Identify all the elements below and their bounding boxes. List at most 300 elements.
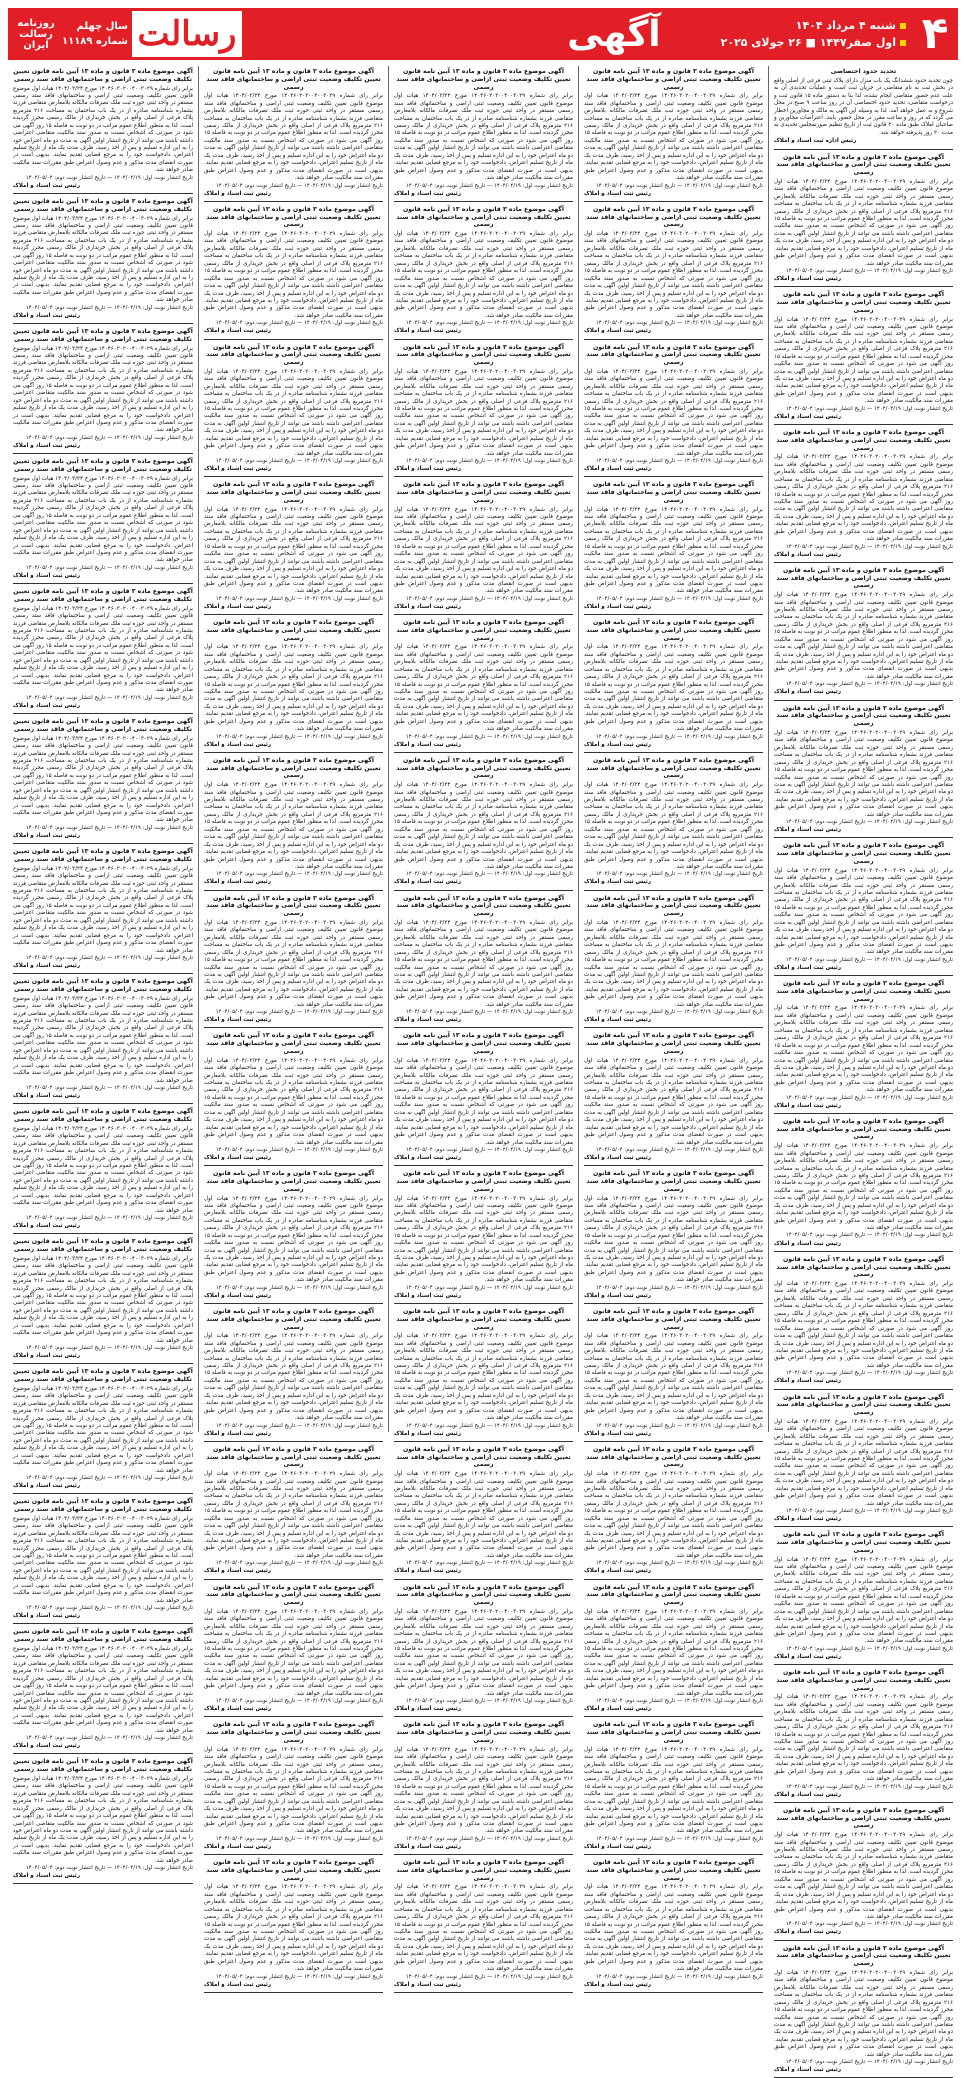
ad-title: آگهی موضوع ماده ۳ قانون و ماده ۱۳ آیین نامه قانون تعیین تکلیف وضعیت ثبتی اراضی و ساختمانهای فاقد سند رسمی <box>206 1721 381 1744</box>
ad-column <box>578 66 768 1988</box>
ad-dates: تاریخ انتشار نوبت اول: ۱۴۰۴/۰۴/۱۹ — تاریخ انتشار نوبت دوم: ۱۴۰۴/۰۵/۰۴ <box>215 595 383 602</box>
ad-block <box>774 429 953 563</box>
ad-dates: تاریخ انتشار نوبت اول: ۱۴۰۴/۰۴/۱۹ — تاریخ انتشار نوبت دوم: ۱۴۰۴/۰۵/۰۴ <box>405 595 573 602</box>
ad-dates: تاریخ انتشار نوبت اول: ۱۴۰۴/۰۴/۱۹ — تاریخ انتشار نوبت دوم: ۱۴۰۴/۰۵/۰۴ <box>25 1865 193 1872</box>
ad-body: برابر رای شماره ۱۴۰۴۶۰۳۰۲۰۰۴۰۰۳۰۲۹ مورخ ۱۴۰۴/۰۳/۲۴ هیات اول موضوع قانون تعیین تکلیف وضعیت ثبتی اراضی و ساختمانهای فاقد سند رسمی مستقر در واحد ثبتی حوزه ثبت ملک تصرفات مالکانه بلامعارض متقاضی فرزند بشماره شناسنامه صادره از در یک باب ساختمان به مساحت ۲۱۶ مترمربع پلاک فرعی از اصلی واقع در بخش خریداری از مالک رسمی محرز گردیده است. لذا به منظور اطلاع عموم مراتب در دو نوبت به فاصله ۱۵ روز آگهی می شود در صورتی که اشخاص نسبت به صدور سند مالکیت متقاضی اعتراضی داشته باشند می توانند از تاریخ انتشار اولین آگهی به مدت دو ماه اعتراض خود را به این اداره تسلیم و پس از اخذ رسید، ظرف مدت یک ماه از تاریخ تسلیم اعتراض، دادخواست خود را به مرجع قضایی تقدیم نمایند. بدیهی است در صورت انقضای مدت مذکور و عدم وصول اعتراض طبق مقررات سند مالکیت صادر خواهد شد. <box>584 231 763 319</box>
ad-block <box>204 1032 383 1166</box>
ad-body: برابر رای شماره ۱۴۰۴۶۰۳۰۲۰۰۴۰۰۳۰۲۹ مورخ ۱۴۰۴/۰۳/۲۴ هیات اول موضوع قانون تعیین تکلیف وضعیت ثبتی اراضی و ساختمانهای فاقد سند رسمی مستقر در واحد ثبتی حوزه ثبت ملک تصرفات مالکانه بلامعارض متقاضی فرزند بشماره شناسنامه صادره از در یک باب ساختمان به مساحت ۲۱۶ مترمربع پلاک فرعی از اصلی واقع در بخش خریداری از مالک رسمی محرز گردیده است. لذا به منظور اطلاع عموم مراتب در دو نوبت به فاصله ۱۵ روز آگهی می شود در صورتی که اشخاص نسبت به صدور سند مالکیت متقاضی اعتراضی داشته باشند می توانند از تاریخ انتشار اولین آگهی به مدت دو ماه اعتراض خود را به این اداره تسلیم و پس از اخذ رسید، ظرف مدت یک ماه از تاریخ تسلیم اعتراض، دادخواست خود را به مرجع قضایی تقدیم نمایند. بدیهی است در صورت انقضای مدت مذکور و عدم وصول اعتراض طبق مقررات سند مالکیت صادر خواهد شد. <box>394 93 573 182</box>
ads-columns <box>8 66 958 2074</box>
ad-dates: تاریخ انتشار نوبت اول: ۱۴۰۴/۰۴/۱۹ — تاریخ انتشار نوبت دوم: ۱۴۰۴/۰۵/۰۴ <box>785 2059 953 2066</box>
ad-title: آگهی موضوع ماده ۳ قانون و ماده ۱۳ آیین نامه قانون تعیین تکلیف وضعیت ثبتی اراضی و ساختمانهای فاقد سند رسمی <box>776 291 951 314</box>
ad-column <box>198 66 388 1988</box>
ad-dates: تاریخ انتشار نوبت اول: ۱۴۰۴/۰۴/۱۹ — تاریخ انتشار نوبت دوم: ۱۴۰۴/۰۵/۰۴ <box>785 1094 953 1101</box>
ad-signature: رئیس ثبت اسناد و املاک <box>584 328 652 335</box>
ad-heading: تحدید حدود اختصاصی <box>830 68 897 75</box>
ad-dates: تاریخ انتشار نوبت اول: ۱۴۰۴/۰۴/۱۹ — تاریخ انتشار نوبت دوم: ۱۴۰۴/۰۵/۰۴ <box>405 1560 573 1567</box>
ad-dates: تاریخ انتشار نوبت اول: ۱۴۰۴/۰۴/۱۹ — تاریخ انتشار نوبت دوم: ۱۴۰۴/۰۵/۰۴ <box>595 320 763 327</box>
ad-dates: تاریخ انتشار نوبت اول: ۱۴۰۴/۰۴/۱۹ — تاریخ انتشار نوبت دوم: ۱۴۰۴/۰۵/۰۴ <box>595 1835 763 1842</box>
ad-block <box>204 68 383 202</box>
ad-signature: رئیس ثبت اسناد و املاک <box>584 1843 652 1850</box>
ad-title: آگهی موضوع ماده ۳ قانون و ماده ۱۳ آیین نامه قانون تعیین تکلیف وضعیت ثبتی اراضی و ساختمانهای فاقد سند رسمی <box>586 756 761 780</box>
ad-title: آگهی موضوع ماده ۳ قانون و ماده ۱۳ آیین نامه قانون تعیین تکلیف وضعیت ثبتی اراضی و ساختمانهای فاقد سند رسمی <box>206 1859 381 1882</box>
ad-signature: رئیس ثبت اسناد و املاک <box>13 702 81 709</box>
ad-dates: تاریخ انتشار نوبت اول: ۱۴۰۴/۰۴/۱۹ — تاریخ انتشار نوبت دوم: ۱۴۰۴/۰۵/۰۴ <box>215 1284 383 1291</box>
edition-year: سال چهلم <box>76 21 128 32</box>
ad-block <box>204 206 383 340</box>
ad-signature: رئیس ثبت اسناد و املاک <box>394 1154 462 1161</box>
ad-block <box>394 1859 573 1993</box>
ad-dates: تاریخ انتشار نوبت اول: ۱۴۰۴/۰۴/۱۹ — تاریخ انتشار نوبت دوم: ۱۴۰۴/۰۵/۰۴ <box>595 1009 763 1016</box>
section-title: آگهی <box>567 13 661 55</box>
ad-title: آگهی موضوع ماده ۳ قانون و ماده ۱۳ آیین نامه قانون تعیین تکلیف وضعیت ثبتی اراضی و ساختمانهای فاقد سند رسمی <box>776 1531 951 1554</box>
ad-title: آگهی موضوع ماده ۳ قانون و ماده ۱۳ آیین نامه قانون تعیین تکلیف وضعیت ثبتی اراضی و ساختمانهای فاقد سند رسمی <box>776 1806 951 1830</box>
ad-dates: تاریخ انتشار نوبت اول: ۱۴۰۴/۰۴/۱۹ — تاریخ انتشار نوبت دوم: ۱۴۰۴/۰۵/۰۴ <box>25 304 193 311</box>
ad-body: برابر رای شماره ۱۴۰۴۶۰۳۰۲۰۰۴۰۰۳۰۲۹ مورخ ۱۴۰۴/۰۳/۲۴ هیات اول موضوع قانون تعیین تکلیف وضعیت ثبتی اراضی و ساختمانهای فاقد سند رسمی مستقر در واحد ثبتی حوزه ثبت ملک تصرفات مالکانه بلامعارض متقاضی فرزند بشماره شناسنامه صادره از در یک باب ساختمان به مساحت ۲۱۶ مترمربع پلاک فرعی از اصلی واقع در بخش خریداری از مالک رسمی محرز گردیده است. لذا به منظور اطلاع عموم مراتب در دو نوبت به فاصله ۱۵ روز آگهی می شود در صورتی که اشخاص نسبت به صدور سند مالکیت متقاضی اعتراضی داشته باشند می توانند از تاریخ انتشار اولین آگهی به مدت دو ماه اعتراض خود را به این اداره تسلیم و پس از اخذ رسید، ظرف مدت یک ماه از تاریخ تسلیم اعتراض، دادخواست خود را به مرجع قضایی تقدیم نمایند. بدیهی است در صورت انقضای مدت مذکور و عدم وصول اعتراض طبق مقررات سند مالکیت صادر خواهد شد. <box>204 644 383 733</box>
ad-dates: تاریخ انتشار نوبت اول: ۱۴۰۴/۰۴/۱۹ — تاریخ انتشار نوبت دوم: ۱۴۰۴/۰۵/۰۴ <box>215 1698 383 1705</box>
ad-title: آگهی موضوع ماده ۳ قانون و ماده ۱۳ آیین نامه قانون تعیین تکلیف وضعیت ثبتی اراضی و ساختمانهای فاقد سند رسمی <box>13 328 193 343</box>
ad-body: برابر رای شماره ۱۴۰۴۶۰۳۰۲۰۰۴۰۰۳۰۲۹ مورخ ۱۴۰۴/۰۳/۲۴ هیات اول موضوع قانون تعیین تکلیف وضعیت ثبتی اراضی و ساختمانهای فاقد سند رسمی مستقر در واحد ثبتی حوزه ثبت ملک تصرفات مالکانه بلامعارض متقاضی فرزند بشماره شناسنامه صادره از در یک باب ساختمان به مساحت ۲۱۶ مترمربع پلاک فرعی از اصلی واقع در بخش خریداری از مالک رسمی محرز گردیده است. لذا به منظور اطلاع عموم مراتب در دو نوبت به فاصله ۱۵ روز آگهی می شود در صورتی که اشخاص نسبت به صدور سند مالکیت متقاضی اعتراضی داشته باشند می توانند از تاریخ انتشار اولین آگهی به مدت دو ماه اعتراض خود را به این اداره تسلیم و پس از اخذ رسید، ظرف مدت یک ماه از تاریخ تسلیم اعتراض، دادخواست خود را به مرجع قضایی تقدیم نمایند. بدیهی است در صورت انقضای مدت مذکور و عدم وصول اعتراض طبق مقررات سند مالکیت صادر خواهد شد. <box>774 1832 953 1920</box>
ad-block <box>584 1584 763 1718</box>
ad-signature: رئیس ثبت اسناد و املاک <box>584 1154 652 1161</box>
ad-body: برابر رای شماره ۱۴۰۴۶۰۳۰۲۰۰۴۰۰۳۰۲۹ مورخ ۱۴۰۴/۰۳/۲۴ هیات اول موضوع قانون تعیین تکلیف وضعیت ثبتی اراضی و ساختمانهای فاقد سند رسمی مستقر در واحد ثبتی حوزه ثبت ملک تصرفات مالکانه بلامعارض متقاضی فرزند بشماره شناسنامه صادره از در یک باب ساختمان به مساحت ۲۱۶ مترمربع پلاک فرعی از اصلی واقع در بخش خریداری از مالک رسمی محرز گردیده است. لذا به منظور اطلاع عموم مراتب در دو نوبت به فاصله ۱۵ روز آگهی می شود در صورتی که اشخاص نسبت به صدور سند مالکیت متقاضی اعتراضی داشته باشند می توانند از تاریخ انتشار اولین آگهی به مدت دو ماه اعتراض خود را به این اداره تسلیم و پس از اخذ رسید، ظرف مدت یک ماه از تاریخ تسلیم اعتراض، دادخواست خود را به مرجع قضایی تقدیم نمایند. بدیهی است در صورت انقضای مدت مذکور و عدم وصول اعتراض طبق مقررات سند مالکیت صادر خواهد شد. <box>394 506 573 595</box>
ad-dates: تاریخ انتشار نوبت اول: ۱۴۰۴/۰۴/۱۹ — تاریخ انتشار نوبت دوم: ۱۴۰۴/۰۵/۰۴ <box>405 182 573 189</box>
ad-body: برابر رای شماره ۱۴۰۴۶۰۳۰۲۰۰۴۰۰۳۰۲۹ مورخ ۱۴۰۴/۰۳/۲۴ هیات اول موضوع قانون تعیین تکلیف وضعیت ثبتی اراضی و ساختمانهای فاقد سند رسمی مستقر در واحد ثبتی حوزه ثبت ملک تصرفات مالکانه بلامعارض متقاضی فرزند بشماره شناسنامه صادره از در یک باب ساختمان به مساحت ۲۱۶ مترمربع پلاک فرعی از اصلی واقع در بخش خریداری از مالک رسمی محرز گردیده است. لذا به منظور اطلاع عموم مراتب در دو نوبت به فاصله ۱۵ روز آگهی می شود در صورتی که اشخاص نسبت به صدور سند مالکیت متقاضی اعتراضی داشته باشند می توانند از تاریخ انتشار اولین آگهی به مدت دو ماه اعتراض خود را به این اداره تسلیم و پس از اخذ رسید، ظرف مدت یک ماه از تاریخ تسلیم اعتراض، دادخواست خود را به مرجع قضایی تقدیم نمایند. بدیهی است در صورت انقضای مدت مذکور و عدم وصول اعتراض طبق مقررات سند مالکیت صادر خواهد شد. <box>204 1333 383 1422</box>
ad-signature: رئیس ثبت اسناد و املاک <box>584 1568 652 1575</box>
ad-body: برابر رای شماره ۱۴۰۴۶۰۳۰۲۰۰۴۰۰۳۰۲۹ مورخ ۱۴۰۴/۰۳/۲۴ هیات اول موضوع قانون تعیین تکلیف وضعیت ثبتی اراضی و ساختمانهای فاقد سند رسمی مستقر در واحد ثبتی حوزه ثبت ملک تصرفات مالکانه بلامعارض متقاضی فرزند بشماره شناسنامه صادره از در یک باب ساختمان به مساحت ۲۱۶ مترمربع پلاک فرعی از اصلی واقع در بخش خریداری از مالک رسمی محرز گردیده است. لذا به منظور اطلاع عموم مراتب در دو نوبت به فاصله ۱۵ روز آگهی می شود در صورتی که اشخاص نسبت به صدور سند مالکیت متقاضی اعتراضی داشته باشند می توانند از تاریخ انتشار اولین آگهی به مدت دو ماه اعتراض خود را به این اداره تسلیم و پس از اخذ رسید، ظرف مدت یک ماه از تاریخ تسلیم اعتراض، دادخواست خود را به مرجع قضایی تقدیم نمایند. بدیهی است در صورت انقضای مدت مذکور و عدم وصول اعتراض طبق مقررات سند مالکیت صادر خواهد شد. <box>584 1608 763 1697</box>
ad-title: آگهی موضوع ماده ۳ قانون و ماده ۱۳ آیین نامه قانون تعیین تکلیف وضعیت ثبتی اراضی و ساختمانهای فاقد سند رسمی <box>206 1583 381 1607</box>
ad-block <box>394 1032 573 1166</box>
ad-signature: رئیس ثبت اسناد و املاک <box>204 741 272 748</box>
ad-title: آگهی موضوع ماده ۳ قانون و ماده ۱۳ آیین نامه قانون تعیین تکلیف وضعیت ثبتی اراضی و ساختمانهای فاقد سند رسمی <box>586 343 761 367</box>
ad-title: آگهی موضوع ماده ۳ قانون و ماده ۱۳ آیین نامه قانون تعیین تکلیف وضعیت ثبتی اراضی و ساختمانهای فاقد سند رسمی <box>776 1255 951 1279</box>
ad-block <box>584 1308 763 1442</box>
ad-title: آگهی موضوع ماده ۳ قانون و ماده ۱۳ آیین نامه قانون تعیین تکلیف وضعیت ثبتی اراضی و ساختمانهای فاقد سند رسمی <box>206 481 381 504</box>
ad-block <box>394 757 573 891</box>
ad-body: برابر رای شماره ۱۴۰۴۶۰۳۰۲۰۰۴۰۰۳۰۲۹ مورخ ۱۴۰۴/۰۳/۲۴ هیات اول موضوع قانون تعیین تکلیف وضعیت ثبتی اراضی و ساختمانهای فاقد سند رسمی مستقر در واحد ثبتی حوزه ثبت ملک تصرفات مالکانه بلامعارض متقاضی فرزند بشماره شناسنامه صادره از در یک باب ساختمان به مساحت ۲۱۶ مترمربع پلاک فرعی از اصلی واقع در بخش خریداری از مالک رسمی محرز گردیده است. لذا به منظور اطلاع عموم مراتب در دو نوبت به فاصله ۱۵ روز آگهی می شود در صورتی که اشخاص نسبت به صدور سند مالکیت متقاضی اعتراضی داشته باشند می توانند از تاریخ انتشار اولین آگهی به مدت دو ماه اعتراض خود را به این اداره تسلیم و پس از اخذ رسید، ظرف مدت یک ماه از تاریخ تسلیم اعتراض، دادخواست خود را به مرجع قضایی تقدیم نمایند. بدیهی است در صورت انقضای مدت مذکور و عدم وصول اعتراض طبق مقررات سند مالکیت صادر خواهد شد. <box>774 1556 953 1645</box>
ad-body: برابر رای شماره ۱۴۰۴۶۰۳۰۲۰۰۴۰۰۳۰۲۹ مورخ ۱۴۰۴/۰۳/۲۴ هیات اول موضوع قانون تعیین تکلیف وضعیت ثبتی اراضی و ساختمانهای فاقد سند رسمی مستقر در واحد ثبتی حوزه ثبت ملک تصرفات مالکانه بلامعارض متقاضی فرزند بشماره شناسنامه صادره از در یک باب ساختمان به مساحت ۲۱۶ مترمربع پلاک فرعی از اصلی واقع در بخش خریداری از مالک رسمی محرز گردیده است. لذا به منظور اطلاع عموم مراتب در دو نوبت به فاصله ۱۵ روز آگهی می شود در صورتی که اشخاص نسبت به صدور سند مالکیت متقاضی اعتراضی داشته باشند می توانند از تاریخ انتشار اولین آگهی به مدت دو ماه اعتراض خود را به این اداره تسلیم و پس از اخذ رسید، ظرف مدت یک ماه از تاریخ تسلیم اعتراض، دادخواست خود را به مرجع قضایی تقدیم نمایند. بدیهی است در صورت انقضای مدت مذکور و عدم وصول اعتراض طبق مقررات سند مالکیت صادر خواهد شد. <box>584 506 763 595</box>
ad-title: آگهی موضوع ماده ۳ قانون و ماده ۱۳ آیین نامه قانون تعیین تکلیف وضعیت ثبتی اراضی و ساختمانهای فاقد سند رسمی <box>396 1445 571 1469</box>
ad-body: برابر رای شماره ۱۴۰۴۶۰۳۰۲۰۰۴۰۰۳۰۲۹ مورخ ۱۴۰۴/۰۳/۲۴ هیات اول موضوع قانون تعیین تکلیف وضعیت ثبتی اراضی و ساختمانهای فاقد سند رسمی مستقر در واحد ثبتی حوزه ثبت ملک تصرفات مالکانه بلامعارض متقاضی فرزند بشماره شناسنامه صادره از در یک باب ساختمان به مساحت ۲۱۶ مترمربع پلاک فرعی از اصلی واقع در بخش خریداری از مالک رسمی محرز گردیده است. لذا به منظور اطلاع عموم مراتب در دو نوبت به فاصله ۱۵ روز آگهی می شود در صورتی که اشخاص نسبت به صدور سند مالکیت متقاضی اعتراضی داشته باشند می توانند از تاریخ انتشار اولین آگهی به مدت دو ماه اعتراض خود را به این اداره تسلیم و پس از اخذ رسید، ظرف مدت یک ماه از تاریخ تسلیم اعتراض، دادخواست خود را به مرجع قضایی تقدیم نمایند. بدیهی است در صورت انقضای مدت مذکور و عدم وصول اعتراض طبق مقررات سند مالکیت صادر خواهد شد. <box>13 1515 193 1604</box>
ad-dates: تاریخ انتشار نوبت اول: ۱۴۰۴/۰۴/۱۹ — تاریخ انتشار نوبت دوم: ۱۴۰۴/۰۵/۰۴ <box>785 268 953 275</box>
ad-title: آگهی موضوع ماده ۳ قانون و ماده ۱۳ آیین نامه قانون تعیین تکلیف وضعیت ثبتی اراضی و ساختمانهای فاقد سند رسمی <box>396 68 571 91</box>
ad-body: برابر رای شماره ۱۴۰۴۶۰۳۰۲۰۰۴۰۰۳۰۲۹ مورخ ۱۴۰۴/۰۳/۲۴ هیات اول موضوع قانون تعیین تکلیف وضعیت ثبتی اراضی و ساختمانهای فاقد سند رسمی مستقر در واحد ثبتی حوزه ثبت ملک تصرفات مالکانه بلامعارض متقاضی فرزند بشماره شناسنامه صادره از در یک باب ساختمان به مساحت ۲۱۶ مترمربع پلاک فرعی از اصلی واقع در بخش خریداری از مالک رسمی محرز گردیده است. لذا به منظور اطلاع عموم مراتب در دو نوبت به فاصله ۱۵ روز آگهی می شود در صورتی که اشخاص نسبت به صدور سند مالکیت متقاضی اعتراضی داشته باشند می توانند از تاریخ انتشار اولین آگهی به مدت دو ماه اعتراض خود را به این اداره تسلیم و پس از اخذ رسید، ظرف مدت یک ماه از تاریخ تسلیم اعتراض، دادخواست خود را به مرجع قضایی تقدیم نمایند. بدیهی است در صورت انقضای مدت مذکور و عدم وصول اعتراض طبق مقررات سند مالکیت صادر خواهد شد. <box>204 231 383 319</box>
ad-block <box>204 344 383 478</box>
ad-body: برابر رای شماره ۱۴۰۴۶۰۳۰۲۰۰۴۰۰۳۰۲۹ مورخ ۱۴۰۴/۰۳/۲۴ هیات اول موضوع قانون تعیین تکلیف وضعیت ثبتی اراضی و ساختمانهای فاقد سند رسمی مستقر در واحد ثبتی حوزه ثبت ملک تصرفات مالکانه بلامعارض متقاضی فرزند بشماره شناسنامه صادره از در یک باب ساختمان به مساحت ۲۱۶ مترمربع پلاک فرعی از اصلی واقع در بخش خریداری از مالک رسمی محرز گردیده است. لذا به منظور اطلاع عموم مراتب در دو نوبت به فاصله ۱۵ روز آگهی می شود در صورتی که اشخاص نسبت به صدور سند مالکیت متقاضی اعتراضی داشته باشند می توانند از تاریخ انتشار اولین آگهی به مدت دو ماه اعتراض خود را به این اداره تسلیم و پس از اخذ رسید، ظرف مدت یک ماه از تاریخ تسلیم اعتراض، دادخواست خود را به مرجع قضایی تقدیم نمایند. بدیهی است در صورت انقضای مدت مذکور و عدم وصول اعتراض طبق مقررات سند مالکیت صادر خواهد شد. <box>394 368 573 457</box>
ad-block <box>204 1170 383 1304</box>
ad-title: آگهی موضوع ماده ۳ قانون و ماده ۱۳ آیین نامه قانون تعیین تکلیف وضعیت ثبتی اراضی و ساختمانهای فاقد سند رسمی <box>396 481 571 504</box>
ad-dates: تاریخ انتشار نوبت اول: ۱۴۰۴/۰۴/۱۹ — تاریخ انتشار نوبت دوم: ۱۴۰۴/۰۵/۰۴ <box>25 954 193 961</box>
ad-signature: رئیس ثبت اسناد و املاک <box>204 879 272 886</box>
ad-dates: تاریخ انتشار نوبت اول: ۱۴۰۴/۰۴/۱۹ — تاریخ انتشار نوبت دوم: ۱۴۰۴/۰۵/۰۴ <box>595 871 763 878</box>
ad-dates: تاریخ انتشار نوبت اول: ۱۴۰۴/۰۴/۱۹ — تاریخ انتشار نوبت دوم: ۱۴۰۴/۰۵/۰۴ <box>785 956 953 963</box>
ad-block <box>394 481 573 615</box>
ad-dates: تاریخ انتشار نوبت اول: ۱۴۰۴/۰۴/۱۹ — تاریخ انتشار نوبت دوم: ۱۴۰۴/۰۵/۰۴ <box>215 1422 383 1429</box>
ad-signature: رئیس ثبت اسناد و املاک <box>13 832 81 839</box>
ad-block <box>13 1238 193 1364</box>
ad-signature: رئیس ثبت اسناد و املاک <box>204 1568 272 1575</box>
ad-title: آگهی موضوع ماده ۳ قانون و ماده ۱۳ آیین نامه قانون تعیین تکلیف وضعیت ثبتی اراضی و ساختمانهای فاقد سند رسمی <box>396 894 571 918</box>
ad-signature: رئیس ثبت اسناد و املاک <box>394 190 462 197</box>
ad-block <box>774 291 953 425</box>
ad-dates: تاریخ انتشار نوبت اول: ۱۴۰۴/۰۴/۱۹ — تاریخ انتشار نوبت دوم: ۱۴۰۴/۰۵/۰۴ <box>785 1370 953 1377</box>
ad-body: برابر رای شماره ۱۴۰۴۶۰۳۰۲۰۰۴۰۰۳۰۲۹ مورخ ۱۴۰۴/۰۳/۲۴ هیات اول موضوع قانون تعیین تکلیف وضعیت ثبتی اراضی و ساختمانهای فاقد سند رسمی مستقر در واحد ثبتی حوزه ثبت ملک تصرفات مالکانه بلامعارض متقاضی فرزند بشماره شناسنامه صادره از در یک باب ساختمان به مساحت ۲۱۶ مترمربع پلاک فرعی از اصلی واقع در بخش خریداری از مالک رسمی محرز گردیده است. لذا به منظور اطلاع عموم مراتب در دو نوبت به فاصله ۱۵ روز آگهی می شود در صورتی که اشخاص نسبت به صدور سند مالکیت متقاضی اعتراضی داشته باشند می توانند از تاریخ انتشار اولین آگهی به مدت دو ماه اعتراض خود را به این اداره تسلیم و پس از اخذ رسید، ظرف مدت یک ماه از تاریخ تسلیم اعتراض، دادخواست خود را به مرجع قضایی تقدیم نمایند. بدیهی است در صورت انقضای مدت مذکور و عدم وصول اعتراض طبق مقررات سند مالکیت صادر خواهد شد. <box>774 729 953 818</box>
ad-block <box>204 1584 383 1718</box>
ad-body: برابر رای شماره ۱۴۰۴۶۰۳۰۲۰۰۴۰۰۳۰۲۹ مورخ ۱۴۰۴/۰۳/۲۴ هیات اول موضوع قانون تعیین تکلیف وضعیت ثبتی اراضی و ساختمانهای فاقد سند رسمی مستقر در واحد ثبتی حوزه ثبت ملک تصرفات مالکانه بلامعارض متقاضی فرزند بشماره شناسنامه صادره از در یک باب ساختمان به مساحت ۲۱۶ مترمربع پلاک فرعی از اصلی واقع در بخش خریداری از مالک رسمی محرز گردیده است. لذا به منظور اطلاع عموم مراتب در دو نوبت به فاصله ۱۵ روز آگهی می شود در صورتی که اشخاص نسبت به صدور سند مالکیت متقاضی اعتراضی داشته باشند می توانند از تاریخ انتشار اولین آگهی به مدت دو ماه اعتراض خود را به این اداره تسلیم و پس از اخذ رسید، ظرف مدت یک ماه از تاریخ تسلیم اعتراض، دادخواست خود را به مرجع قضایی تقدیم نمایند. بدیهی است در صورت انقضای مدت مذکور و عدم وصول اعتراض طبق مقررات سند مالکیت صادر خواهد شد. <box>584 1884 763 1973</box>
ad-dates: تاریخ انتشار نوبت اول: ۱۴۰۴/۰۴/۱۹ — تاریخ انتشار نوبت دوم: ۱۴۰۴/۰۵/۰۴ <box>25 1084 193 1091</box>
ad-body: برابر رای شماره ۱۴۰۴۶۰۳۰۲۰۰۴۰۰۳۰۲۹ مورخ ۱۴۰۴/۰۳/۲۴ هیات اول موضوع قانون تعیین تکلیف وضعیت ثبتی اراضی و ساختمانهای فاقد سند رسمی مستقر در واحد ثبتی حوزه ثبت ملک تصرفات مالکانه بلامعارض متقاضی فرزند بشماره شناسنامه صادره از در یک باب ساختمان به مساحت ۲۱۶ مترمربع پلاک فرعی از اصلی واقع در بخش خریداری از مالک رسمی محرز گردیده است. لذا به منظور اطلاع عموم مراتب در دو نوبت به فاصله ۱۵ روز آگهی می شود در صورتی که اشخاص نسبت به صدور سند مالکیت متقاضی اعتراضی داشته باشند می توانند از تاریخ انتشار اولین آگهی به مدت دو ماه اعتراض خود را به این اداره تسلیم و پس از اخذ رسید، ظرف مدت یک ماه از تاریخ تسلیم اعتراض، دادخواست خود را به مرجع قضایی تقدیم نمایند. بدیهی است در صورت انقضای مدت مذکور و عدم وصول اعتراض طبق مقررات سند مالکیت صادر خواهد شد. <box>204 93 383 182</box>
ad-dates: تاریخ انتشار نوبت اول: ۱۴۰۴/۰۴/۱۹ — تاریخ انتشار نوبت دوم: ۱۴۰۴/۰۵/۰۴ <box>405 733 573 740</box>
ad-body: برابر رای شماره ۱۴۰۴۶۰۳۰۲۰۰۴۰۰۳۰۲۹ مورخ ۱۴۰۴/۰۳/۲۴ هیات اول موضوع قانون تعیین تکلیف وضعیت ثبتی اراضی و ساختمانهای فاقد سند رسمی مستقر در واحد ثبتی حوزه ثبت ملک تصرفات مالکانه بلامعارض متقاضی فرزند بشماره شناسنامه صادره از در یک باب ساختمان به مساحت ۲۱۶ مترمربع پلاک فرعی از اصلی واقع در بخش خریداری از مالک رسمی محرز گردیده است. لذا به منظور اطلاع عموم مراتب در دو نوبت به فاصله ۱۵ روز آگهی می شود در صورتی که اشخاص نسبت به صدور سند مالکیت متقاضی اعتراضی داشته باشند می توانند از تاریخ انتشار اولین آگهی به مدت دو ماه اعتراض خود را به این اداره تسلیم و پس از اخذ رسید، ظرف مدت یک ماه از تاریخ تسلیم اعتراض، دادخواست خود را به مرجع قضایی تقدیم نمایند. بدیهی است در صورت انقضای مدت مذکور و عدم وصول اعتراض طبق مقررات سند مالکیت صادر خواهد شد. <box>584 644 763 733</box>
ad-block <box>584 206 763 340</box>
ad-signature: رئیس ثبت اسناد و املاک <box>204 603 272 610</box>
ad-title: آگهی موضوع ماده ۳ قانون و ماده ۱۳ آیین نامه قانون تعیین تکلیف وضعیت ثبتی اراضی و ساختمانهای فاقد سند رسمی <box>13 848 193 863</box>
newspaper-logo: رسالت <box>137 14 237 54</box>
ad-body: برابر رای شماره ۱۴۰۴۶۰۳۰۲۰۰۴۰۰۳۰۲۹ مورخ ۱۴۰۴/۰۳/۲۴ هیات اول موضوع قانون تعیین تکلیف وضعیت ثبتی اراضی و ساختمانهای فاقد سند رسمی مستقر در واحد ثبتی حوزه ثبت ملک تصرفات مالکانه بلامعارض متقاضی فرزند بشماره شناسنامه صادره از در یک باب ساختمان به مساحت ۲۱۶ مترمربع پلاک فرعی از اصلی واقع در بخش خریداری از مالک رسمی محرز گردیده است. لذا به منظور اطلاع عموم مراتب در دو نوبت به فاصله ۱۵ روز آگهی می شود در صورتی که اشخاص نسبت به صدور سند مالکیت متقاضی اعتراضی داشته باشند می توانند از تاریخ انتشار اولین آگهی به مدت دو ماه اعتراض خود را به این اداره تسلیم و پس از اخذ رسید، ظرف مدت یک ماه از تاریخ تسلیم اعتراض، دادخواست خود را به مرجع قضایی تقدیم نمایند. بدیهی است در صورت انقضای مدت مذکور و عدم وصول اعتراض طبق مقررات سند مالکیت صادر خواهد شد. <box>204 1608 383 1697</box>
date-box <box>721 19 906 49</box>
ad-body: برابر رای شماره ۱۴۰۴۶۰۳۰۲۰۰۴۰۰۳۰۲۹ مورخ ۱۴۰۴/۰۳/۲۴ هیات اول موضوع قانون تعیین تکلیف وضعیت ثبتی اراضی و ساختمانهای فاقد سند رسمی مستقر در واحد ثبتی حوزه ثبت ملک تصرفات مالکانه بلامعارض متقاضی فرزند بشماره شناسنامه صادره از در یک باب ساختمان به مساحت ۲۱۶ مترمربع پلاک فرعی از اصلی واقع در بخش خریداری از مالک رسمی محرز گردیده است. لذا به منظور اطلاع عموم مراتب در دو نوبت به فاصله ۱۵ روز آگهی می شود در صورتی که اشخاص نسبت به صدور سند مالکیت متقاضی اعتراضی داشته باشند می توانند از تاریخ انتشار اولین آگهی به مدت دو ماه اعتراض خود را به این اداره تسلیم و پس از اخذ رسید، ظرف مدت یک ماه از تاریخ تسلیم اعتراض، دادخواست خود را به مرجع قضایی تقدیم نمایند. بدیهی است در صورت انقضای مدت مذکور و عدم وصول اعتراض طبق مقررات سند مالکیت صادر خواهد شد. <box>13 995 193 1084</box>
ad-signature: رئیس ثبت اسناد و املاک <box>774 689 842 696</box>
ad-body: برابر رای شماره ۱۴۰۴۶۰۳۰۲۰۰۴۰۰۳۰۲۹ مورخ ۱۴۰۴/۰۳/۲۴ هیات اول موضوع قانون تعیین تکلیف وضعیت ثبتی اراضی و ساختمانهای فاقد سند رسمی مستقر در واحد ثبتی حوزه ثبت ملک تصرفات مالکانه بلامعارض متقاضی فرزند بشماره شناسنامه صادره از در یک باب ساختمان به مساحت ۲۱۶ مترمربع پلاک فرعی از اصلی واقع در بخش خریداری از مالک رسمی محرز گردیده است. لذا به منظور اطلاع عموم مراتب در دو نوبت به فاصله ۱۵ روز آگهی می شود در صورتی که اشخاص نسبت به صدور سند مالکیت متقاضی اعتراضی داشته باشند می توانند از تاریخ انتشار اولین آگهی به مدت دو ماه اعتراض خود را به این اداره تسلیم و پس از اخذ رسید، ظرف مدت یک ماه از تاریخ تسلیم اعتراض، دادخواست خود را به مرجع قضایی تقدیم نمایند. بدیهی است در صورت انقضای مدت مذکور و عدم وصول اعتراض طبق مقررات سند مالکیت صادر خواهد شد. <box>774 454 953 543</box>
ad-dates: تاریخ انتشار نوبت اول: ۱۴۰۴/۰۴/۱۹ — تاریخ انتشار نوبت دوم: ۱۴۰۴/۰۵/۰۴ <box>595 1146 763 1153</box>
ad-block <box>13 1108 193 1234</box>
ad-body: برابر رای شماره ۱۴۰۴۶۰۳۰۲۰۰۴۰۰۳۰۲۹ مورخ ۱۴۰۴/۰۳/۲۴ هیات اول موضوع قانون تعیین تکلیف وضعیت ثبتی اراضی و ساختمانهای فاقد سند رسمی مستقر در واحد ثبتی حوزه ثبت ملک تصرفات مالکانه بلامعارض متقاضی فرزند بشماره شناسنامه صادره از در یک باب ساختمان به مساحت ۲۱۶ مترمربع پلاک فرعی از اصلی واقع در بخش خریداری از مالک رسمی محرز گردیده است. لذا به منظور اطلاع عموم مراتب در دو نوبت به فاصله ۱۵ روز آگهی می شود در صورتی که اشخاص نسبت به صدور سند مالکیت متقاضی اعتراضی داشته باشند می توانند از تاریخ انتشار اولین آگهی به مدت دو ماه اعتراض خود را به این اداره تسلیم و پس از اخذ رسید، ظرف مدت یک ماه از تاریخ تسلیم اعتراض، دادخواست خود را به مرجع قضایی تقدیم نمایند. بدیهی است در صورت انقضای مدت مذکور و عدم وصول اعتراض طبق مقررات سند مالکیت صادر خواهد شد. <box>204 368 383 457</box>
ad-block <box>394 895 573 1029</box>
ad-body: برابر رای شماره ۱۴۰۴۶۰۳۰۲۰۰۴۰۰۳۰۲۹ مورخ ۱۴۰۴/۰۳/۲۴ هیات اول موضوع قانون تعیین تکلیف وضعیت ثبتی اراضی و ساختمانهای فاقد سند رسمی مستقر در واحد ثبتی حوزه ثبت ملک تصرفات مالکانه بلامعارض متقاضی فرزند بشماره شناسنامه صادره از در یک باب ساختمان به مساحت ۲۱۶ مترمربع پلاک فرعی از اصلی واقع در بخش خریداری از مالک رسمی محرز گردیده است. لذا به منظور اطلاع عموم مراتب در دو نوبت به فاصله ۱۵ روز آگهی می شود در صورتی که اشخاص نسبت به صدور سند مالکیت متقاضی اعتراضی داشته باشند می توانند از تاریخ انتشار اولین آگهی به مدت دو ماه اعتراض خود را به این اداره تسلیم و پس از اخذ رسید، ظرف مدت یک ماه از تاریخ تسلیم اعتراض، دادخواست خود را به مرجع قضایی تقدیم نمایند. بدیهی است در صورت انقضای مدت مذکور و عدم وصول اعتراض طبق مقررات سند مالکیت صادر خواهد شد. <box>13 1645 193 1734</box>
ad-dates: تاریخ انتشار نوبت اول: ۱۴۰۴/۰۴/۱۹ — تاریخ انتشار نوبت دوم: ۱۴۰۴/۰۵/۰۴ <box>785 1783 953 1790</box>
ad-block <box>394 1446 573 1580</box>
ad-dates: تاریخ انتشار نوبت اول: ۱۴۰۴/۰۴/۱۹ — تاریخ انتشار نوبت دوم: ۱۴۰۴/۰۵/۰۴ <box>595 1560 763 1567</box>
ad-title: آگهی موضوع ماده ۳ قانون و ماده ۱۳ آیین نامه قانون تعیین تکلیف وضعیت ثبتی اراضی و ساختمانهای فاقد سند رسمی <box>776 429 951 452</box>
ad-body: برابر رای شماره ۱۴۰۴۶۰۳۰۲۰۰۴۰۰۳۰۲۹ مورخ ۱۴۰۴/۰۳/۲۴ هیات اول موضوع قانون تعیین تکلیف وضعیت ثبتی اراضی و ساختمانهای فاقد سند رسمی مستقر در واحد ثبتی حوزه ثبت ملک تصرفات مالکانه بلامعارض متقاضی فرزند بشماره شناسنامه صادره از در یک باب ساختمان به مساحت ۲۱۶ مترمربع پلاک فرعی از اصلی واقع در بخش خریداری از مالک رسمی محرز گردیده است. لذا به منظور اطلاع عموم مراتب در دو نوبت به فاصله ۱۵ روز آگهی می شود در صورتی که اشخاص نسبت به صدور سند مالکیت متقاضی اعتراضی داشته باشند می توانند از تاریخ انتشار اولین آگهی به مدت دو ماه اعتراض خود را به این اداره تسلیم و پس از اخذ رسید، ظرف مدت یک ماه از تاریخ تسلیم اعتراض، دادخواست خود را به مرجع قضایی تقدیم نمایند. بدیهی است در صورت انقضای مدت مذکور و عدم وصول اعتراض طبق مقررات سند مالکیت صادر خواهد شد. <box>774 867 953 956</box>
ad-body: برابر رای شماره ۱۴۰۴۶۰۳۰۲۰۰۴۰۰۳۰۲۹ مورخ ۱۴۰۴/۰۳/۲۴ هیات اول موضوع قانون تعیین تکلیف وضعیت ثبتی اراضی و ساختمانهای فاقد سند رسمی مستقر در واحد ثبتی حوزه ثبت ملک تصرفات مالکانه بلامعارض متقاضی فرزند بشماره شناسنامه صادره از در یک باب ساختمان به مساحت ۲۱۶ مترمربع پلاک فرعی از اصلی واقع در بخش خریداری از مالک رسمی محرز گردیده است. لذا به منظور اطلاع عموم مراتب در دو نوبت به فاصله ۱۵ روز آگهی می شود در صورتی که اشخاص نسبت به صدور سند مالکیت متقاضی اعتراضی داشته باشند می توانند از تاریخ انتشار اولین آگهی به مدت دو ماه اعتراض خود را به این اداره تسلیم و پس از اخذ رسید، ظرف مدت یک ماه از تاریخ تسلیم اعتراض، دادخواست خود را به مرجع قضایی تقدیم نمایند. بدیهی است در صورت انقضای مدت مذکور و عدم وصول اعتراض طبق مقررات سند مالکیت صادر خواهد شد. <box>584 919 763 1008</box>
ad-title: آگهی موضوع ماده ۳ قانون و ماده ۱۳ آیین نامه قانون تعیین تکلیف وضعیت ثبتی اراضی و ساختمانهای فاقد سند رسمی <box>586 1170 761 1193</box>
ad-dates: تاریخ انتشار نوبت اول: ۱۴۰۴/۰۴/۱۹ — تاریخ انتشار نوبت دوم: ۱۴۰۴/۰۵/۰۴ <box>25 564 193 571</box>
ad-signature: رئیس ثبت اسناد و املاک <box>394 1292 462 1299</box>
ad-block <box>394 206 573 340</box>
ad-title: آگهی موضوع ماده ۳ قانون و ماده ۱۳ آیین نامه قانون تعیین تکلیف وضعیت ثبتی اراضی و ساختمانهای فاقد سند رسمی <box>776 153 951 177</box>
ad-body: برابر رای شماره ۱۴۰۴۶۰۳۰۲۰۰۴۰۰۳۰۲۹ مورخ ۱۴۰۴/۰۳/۲۴ هیات اول موضوع قانون تعیین تکلیف وضعیت ثبتی اراضی و ساختمانهای فاقد سند رسمی مستقر در واحد ثبتی حوزه ثبت ملک تصرفات مالکانه بلامعارض متقاضی فرزند بشماره شناسنامه صادره از در یک باب ساختمان به مساحت ۲۱۶ مترمربع پلاک فرعی از اصلی واقع در بخش خریداری از مالک رسمی محرز گردیده است. لذا به منظور اطلاع عموم مراتب در دو نوبت به فاصله ۱۵ روز آگهی می شود در صورتی که اشخاص نسبت به صدور سند مالکیت متقاضی اعتراضی داشته باشند می توانند از تاریخ انتشار اولین آگهی به مدت دو ماه اعتراض خود را به این اداره تسلیم و پس از اخذ رسید، ظرف مدت یک ماه از تاریخ تسلیم اعتراض، دادخواست خود را به مرجع قضایی تقدیم نمایند. بدیهی است در صورت انقضای مدت مذکور و عدم وصول اعتراض طبق مقررات سند مالکیت صادر خواهد شد. <box>774 1005 953 1094</box>
ad-title: آگهی موضوع ماده ۳ قانون و ماده ۱۳ آیین نامه قانون تعیین تکلیف وضعیت ثبتی اراضی و ساختمانهای فاقد سند رسمی <box>206 756 381 780</box>
ad-body: برابر رای شماره ۱۴۰۴۶۰۳۰۲۰۰۴۰۰۳۰۲۹ مورخ ۱۴۰۴/۰۳/۲۴ هیات اول موضوع قانون تعیین تکلیف وضعیت ثبتی اراضی و ساختمانهای فاقد سند رسمی مستقر در واحد ثبتی حوزه ثبت ملک تصرفات مالکانه بلامعارض متقاضی فرزند بشماره شناسنامه صادره از در یک باب ساختمان به مساحت ۲۱۶ مترمربع پلاک فرعی از اصلی واقع در بخش خریداری از مالک رسمی محرز گردیده است. لذا به منظور اطلاع عموم مراتب در دو نوبت به فاصله ۱۵ روز آگهی می شود در صورتی که اشخاص نسبت به صدور سند مالکیت متقاضی اعتراضی داشته باشند می توانند از تاریخ انتشار اولین آگهی به مدت دو ماه اعتراض خود را به این اداره تسلیم و پس از اخذ رسید، ظرف مدت یک ماه از تاریخ تسلیم اعتراض، دادخواست خود را به مرجع قضایی تقدیم نمایند. بدیهی است در صورت انقضای مدت مذکور و عدم وصول اعتراض طبق مقررات سند مالکیت صادر خواهد شد. <box>584 1057 763 1146</box>
ad-signature: رئیس ثبت اسناد و املاک <box>204 1430 272 1437</box>
ad-block <box>774 1256 953 1390</box>
ad-title: آگهی موضوع ماده ۳ قانون و ماده ۱۳ آیین نامه قانون تعیین تکلیف وضعیت ثبتی اراضی و ساختمانهای فاقد سند رسمی <box>13 68 193 83</box>
ad-title: آگهی موضوع ماده ۳ قانون و ماده ۱۳ آیین نامه قانون تعیین تکلیف وضعیت ثبتی اراضی و ساختمانهای فاقد سند رسمی <box>396 756 571 780</box>
ad-signature: رئیس ثبت اسناد و املاک <box>774 551 842 558</box>
ad-signature: رئیس ثبت اسناد و املاک <box>394 1981 462 1988</box>
ad-signature: رئیس ثبت اسناد و املاک <box>584 879 652 886</box>
ad-body: برابر رای شماره ۱۴۰۴۶۰۳۰۲۰۰۴۰۰۳۰۲۹ مورخ ۱۴۰۴/۰۳/۲۴ هیات اول موضوع قانون تعیین تکلیف وضعیت ثبتی اراضی و ساختمانهای فاقد سند رسمی مستقر در واحد ثبتی حوزه ثبت ملک تصرفات مالکانه بلامعارض متقاضی فرزند بشماره شناسنامه صادره از در یک باب ساختمان به مساحت ۲۱۶ مترمربع پلاک فرعی از اصلی واقع در بخش خریداری از مالک رسمی محرز گردیده است. لذا به منظور اطلاع عموم مراتب در دو نوبت به فاصله ۱۵ روز آگهی می شود در صورتی که اشخاص نسبت به صدور سند مالکیت متقاضی اعتراضی داشته باشند می توانند از تاریخ انتشار اولین آگهی به مدت دو ماه اعتراض خود را به این اداره تسلیم و پس از اخذ رسید، ظرف مدت یک ماه از تاریخ تسلیم اعتراض، دادخواست خود را به مرجع قضایی تقدیم نمایند. بدیهی است در صورت انقضای مدت مذکور و عدم وصول اعتراض طبق مقررات سند مالکیت صادر خواهد شد. <box>774 316 953 405</box>
ad-block <box>774 1531 953 1665</box>
bullet-icon <box>900 23 906 29</box>
ad-block <box>584 757 763 891</box>
ad-body: برابر رای شماره ۱۴۰۴۶۰۳۰۲۰۰۴۰۰۳۰۲۹ مورخ ۱۴۰۴/۰۳/۲۴ هیات اول موضوع قانون تعیین تکلیف وضعیت ثبتی اراضی و ساختمانهای فاقد سند رسمی مستقر در واحد ثبتی حوزه ثبت ملک تصرفات مالکانه بلامعارض متقاضی فرزند بشماره شناسنامه صادره از در یک باب ساختمان به مساحت ۲۱۶ مترمربع پلاک فرعی از اصلی واقع در بخش خریداری از مالک رسمی محرز گردیده است. لذا به منظور اطلاع عموم مراتب در دو نوبت به فاصله ۱۵ روز آگهی می شود در صورتی که اشخاص نسبت به صدور سند مالکیت متقاضی اعتراضی داشته باشند می توانند از تاریخ انتشار اولین آگهی به مدت دو ماه اعتراض خود را به این اداره تسلیم و پس از اخذ رسید، ظرف مدت یک ماه از تاریخ تسلیم اعتراض، دادخواست خود را به مرجع قضایی تقدیم نمایند. بدیهی است در صورت انقضای مدت مذکور و عدم وصول اعتراض طبق مقررات سند مالکیت صادر خواهد شد. <box>394 1057 573 1146</box>
ad-block <box>584 1170 763 1304</box>
ad-signature: رئیس ثبت اسناد و املاک <box>13 1613 81 1620</box>
ad-signature: رئیس ثبت اسناد و املاک <box>204 1017 272 1024</box>
ad-dates: تاریخ انتشار نوبت اول: ۱۴۰۴/۰۴/۱۹ — تاریخ انتشار نوبت دوم: ۱۴۰۴/۰۵/۰۴ <box>215 1835 383 1842</box>
ad-dates: تاریخ انتشار نوبت اول: ۱۴۰۴/۰۴/۱۹ — تاریخ انتشار نوبت دوم: ۱۴۰۴/۰۵/۰۴ <box>215 1009 383 1016</box>
ad-title: آگهی موضوع ماده ۳ قانون و ماده ۱۳ آیین نامه قانون تعیین تکلیف وضعیت ثبتی اراضی و ساختمانهای فاقد سند رسمی <box>396 205 571 229</box>
masthead <box>8 8 958 60</box>
ad-block <box>13 1758 193 1884</box>
ad-block <box>13 1628 193 1754</box>
ad-title: آگهی موضوع ماده ۳ قانون و ماده ۱۳ آیین نامه قانون تعیین تکلیف وضعیت ثبتی اراضی و ساختمانهای فاقد سند رسمی <box>13 718 193 733</box>
ad-body: برابر رای شماره ۱۴۰۴۶۰۳۰۲۰۰۴۰۰۳۰۲۹ مورخ ۱۴۰۴/۰۳/۲۴ هیات اول موضوع قانون تعیین تکلیف وضعیت ثبتی اراضی و ساختمانهای فاقد سند رسمی مستقر در واحد ثبتی حوزه ثبت ملک تصرفات مالکانه بلامعارض متقاضی فرزند بشماره شناسنامه صادره از در یک باب ساختمان به مساحت ۲۱۶ مترمربع پلاک فرعی از اصلی واقع در بخش خریداری از مالک رسمی محرز گردیده است. لذا به منظور اطلاع عموم مراتب در دو نوبت به فاصله ۱۵ روز آگهی می شود در صورتی که اشخاص نسبت به صدور سند مالکیت متقاضی اعتراضی داشته باشند می توانند از تاریخ انتشار اولین آگهی به مدت دو ماه اعتراض خود را به این اداره تسلیم و پس از اخذ رسید، ظرف مدت یک ماه از تاریخ تسلیم اعتراض، دادخواست خود را به مرجع قضایی تقدیم نمایند. بدیهی است در صورت انقضای مدت مذکور و عدم وصول اعتراض طبق مقررات سند مالکیت صادر خواهد شد. <box>13 475 193 564</box>
ad-body: برابر رای شماره ۱۴۰۴۶۰۳۰۲۰۰۴۰۰۳۰۲۹ مورخ ۱۴۰۴/۰۳/۲۴ هیات اول موضوع قانون تعیین تکلیف وضعیت ثبتی اراضی و ساختمانهای فاقد سند رسمی مستقر در واحد ثبتی حوزه ثبت ملک تصرفات مالکانه بلامعارض متقاضی فرزند بشماره شناسنامه صادره از در یک باب ساختمان به مساحت ۲۱۶ مترمربع پلاک فرعی از اصلی واقع در بخش خریداری از مالک رسمی محرز گردیده است. لذا به منظور اطلاع عموم مراتب در دو نوبت به فاصله ۱۵ روز آگهی می شود در صورتی که اشخاص نسبت به صدور سند مالکیت متقاضی اعتراضی داشته باشند می توانند از تاریخ انتشار اولین آگهی به مدت دو ماه اعتراض خود را به این اداره تسلیم و پس از اخذ رسید، ظرف مدت یک ماه از تاریخ تسلیم اعتراض، دادخواست خود را به مرجع قضایی تقدیم نمایند. بدیهی است در صورت انقضای مدت مذکور و عدم وصول اعتراض طبق مقررات سند مالکیت صادر خواهد شد. <box>13 85 193 174</box>
ad-signature: رئیس ثبت اسناد و املاک <box>204 1981 272 1988</box>
ad-body: برابر رای شماره ۱۴۰۴۶۰۳۰۲۰۰۴۰۰۳۰۲۹ مورخ ۱۴۰۴/۰۳/۲۴ هیات اول موضوع قانون تعیین تکلیف وضعیت ثبتی اراضی و ساختمانهای فاقد سند رسمی مستقر در واحد ثبتی حوزه ثبت ملک تصرفات مالکانه بلامعارض متقاضی فرزند بشماره شناسنامه صادره از در یک باب ساختمان به مساحت ۲۱۶ مترمربع پلاک فرعی از اصلی واقع در بخش خریداری از مالک رسمی محرز گردیده است. لذا به منظور اطلاع عموم مراتب در دو نوبت به فاصله ۱۵ روز آگهی می شود در صورتی که اشخاص نسبت به صدور سند مالکیت متقاضی اعتراضی داشته باشند می توانند از تاریخ انتشار اولین آگهی به مدت دو ماه اعتراض خود را به این اداره تسلیم و پس از اخذ رسید، ظرف مدت یک ماه از تاریخ تسلیم اعتراض، دادخواست خود را به مرجع قضایی تقدیم نمایند. بدیهی است در صورت انقضای مدت مذکور و عدم وصول اعتراض طبق مقررات سند مالکیت صادر خواهد شد. <box>204 782 383 870</box>
ad-signature: رئیس ثبت اسناد و املاک <box>204 1292 272 1299</box>
ad-dates: تاریخ انتشار نوبت اول: ۱۴۰۴/۰۴/۱۹ — تاریخ انتشار نوبت دوم: ۱۴۰۴/۰۵/۰۴ <box>25 824 193 831</box>
ad-block <box>774 1394 953 1528</box>
ad-title: آگهی موضوع ماده ۳ قانون و ماده ۱۳ آیین نامه قانون تعیین تکلیف وضعیت ثبتی اراضی و ساختمانهای فاقد سند رسمی <box>586 1583 761 1607</box>
ad-dates: تاریخ انتشار نوبت اول: ۱۴۰۴/۰۴/۱۹ — تاریخ انتشار نوبت دوم: ۱۴۰۴/۰۵/۰۴ <box>25 694 193 701</box>
ad-title: آگهی موضوع ماده ۳ قانون و ماده ۱۳ آیین نامه قانون تعیین تکلیف وضعیت ثبتی اراضی و ساختمانهای فاقد سند رسمی <box>586 619 761 642</box>
ad-dates: تاریخ انتشار نوبت اول: ۱۴۰۴/۰۴/۱۹ — تاریخ انتشار نوبت دوم: ۱۴۰۴/۰۵/۰۴ <box>405 1973 573 1980</box>
ad-block <box>584 1859 763 1993</box>
ad-signature: رئیس ثبت اسناد و املاک <box>13 1873 81 1880</box>
ad-signature: رئیس ثبت اسناد و املاک <box>774 1791 842 1798</box>
ad-block <box>13 1368 193 1494</box>
paper-name: روزنامه رسالت ایران <box>17 17 55 51</box>
ad-body: برابر رای شماره ۱۴۰۴۶۰۳۰۲۰۰۴۰۰۳۰۲۹ مورخ ۱۴۰۴/۰۳/۲۴ هیات اول موضوع قانون تعیین تکلیف وضعیت ثبتی اراضی و ساختمانهای فاقد سند رسمی مستقر در واحد ثبتی حوزه ثبت ملک تصرفات مالکانه بلامعارض متقاضی فرزند بشماره شناسنامه صادره از در یک باب ساختمان به مساحت ۲۱۶ مترمربع پلاک فرعی از اصلی واقع در بخش خریداری از مالک رسمی محرز گردیده است. لذا به منظور اطلاع عموم مراتب در دو نوبت به فاصله ۱۵ روز آگهی می شود در صورتی که اشخاص نسبت به صدور سند مالکیت متقاضی اعتراضی داشته باشند می توانند از تاریخ انتشار اولین آگهی به مدت دو ماه اعتراض خود را به این اداره تسلیم و پس از اخذ رسید، ظرف مدت یک ماه از تاریخ تسلیم اعتراض، دادخواست خود را به مرجع قضایی تقدیم نمایند. بدیهی است در صورت انقضای مدت مذکور و عدم وصول اعتراض طبق مقررات سند مالکیت صادر خواهد شد. <box>394 1884 573 1973</box>
ad-signature: رئیس ثبت اسناد و املاک <box>204 1706 272 1713</box>
ad-signature: رئیس ثبت اسناد و املاک <box>13 962 81 969</box>
ad-body: برابر رای شماره ۱۴۰۴۶۰۳۰۲۰۰۴۰۰۳۰۲۹ مورخ ۱۴۰۴/۰۳/۲۴ هیات اول موضوع قانون تعیین تکلیف وضعیت ثبتی اراضی و ساختمانهای فاقد سند رسمی مستقر در واحد ثبتی حوزه ثبت ملک تصرفات مالکانه بلامعارض متقاضی فرزند بشماره شناسنامه صادره از در یک باب ساختمان به مساحت ۲۱۶ مترمربع پلاک فرعی از اصلی واقع در بخش خریداری از مالک رسمی محرز گردیده است. لذا به منظور اطلاع عموم مراتب در دو نوبت به فاصله ۱۵ روز آگهی می شود در صورتی که اشخاص نسبت به صدور سند مالکیت متقاضی اعتراضی داشته باشند می توانند از تاریخ انتشار اولین آگهی به مدت دو ماه اعتراض خود را به این اداره تسلیم و پس از اخذ رسید، ظرف مدت یک ماه از تاریخ تسلیم اعتراض، دادخواست خود را به مرجع قضایی تقدیم نمایند. بدیهی است در صورت انقضای مدت مذکور و عدم وصول اعتراض طبق مقررات سند مالکیت صادر خواهد شد. <box>774 592 953 680</box>
ad-title: آگهی موضوع ماده ۳ قانون و ماده ۱۳ آیین نامه قانون تعیین تکلیف وضعیت ثبتی اراضی و ساختمانهای فاقد سند رسمی <box>586 894 761 918</box>
ad-title: آگهی موضوع ماده ۳ قانون و ماده ۱۳ آیین نامه قانون تعیین تکلیف وضعیت ثبتی اراضی و ساختمانهای فاقد سند رسمی <box>13 1238 193 1254</box>
ad-signature: رئیس ثبت اسناد و املاک <box>584 1017 652 1024</box>
ad-block <box>774 567 953 701</box>
ad-block <box>204 1446 383 1580</box>
ad-dates: تاریخ انتشار نوبت اول: ۱۴۰۴/۰۴/۱۹ — تاریخ انتشار نوبت دوم: ۱۴۰۴/۰۵/۰۴ <box>405 1698 573 1705</box>
ad-signature: رئیس ثبت اسناد و املاک <box>394 1017 462 1024</box>
ad-title: آگهی موضوع ماده ۳ قانون و ماده ۱۳ آیین نامه قانون تعیین تکلیف وضعیت ثبتی اراضی و ساختمانهای فاقد سند رسمی <box>776 704 951 728</box>
ad-body: برابر رای شماره ۱۴۰۴۶۰۳۰۲۰۰۴۰۰۳۰۲۹ مورخ ۱۴۰۴/۰۳/۲۴ هیات اول موضوع قانون تعیین تکلیف وضعیت ثبتی اراضی و ساختمانهای فاقد سند رسمی مستقر در واحد ثبتی حوزه ثبت ملک تصرفات مالکانه بلامعارض متقاضی فرزند بشماره شناسنامه صادره از در یک باب ساختمان به مساحت ۲۱۶ مترمربع پلاک فرعی از اصلی واقع در بخش خریداری از مالک رسمی محرز گردیده است. لذا به منظور اطلاع عموم مراتب در دو نوبت به فاصله ۱۵ روز آگهی می شود در صورتی که اشخاص نسبت به صدور سند مالکیت متقاضی اعتراضی داشته باشند می توانند از تاریخ انتشار اولین آگهی به مدت دو ماه اعتراض خود را به این اداره تسلیم و پس از اخذ رسید، ظرف مدت یک ماه از تاریخ تسلیم اعتراض، دادخواست خود را به مرجع قضایی تقدیم نمایند. بدیهی است در صورت انقضای مدت مذکور و عدم وصول اعتراض طبق مقررات سند مالکیت صادر خواهد شد. <box>204 1746 383 1835</box>
ad-dates: تاریخ انتشار نوبت اول: ۱۴۰۴/۰۴/۱۹ — تاریخ انتشار نوبت دوم: ۱۴۰۴/۰۵/۰۴ <box>785 1508 953 1515</box>
ad-body: برابر رای شماره ۱۴۰۴۶۰۳۰۲۰۰۴۰۰۳۰۲۹ مورخ ۱۴۰۴/۰۳/۲۴ هیات اول موضوع قانون تعیین تکلیف وضعیت ثبتی اراضی و ساختمانهای فاقد سند رسمی مستقر در واحد ثبتی حوزه ثبت ملک تصرفات مالکانه بلامعارض متقاضی فرزند بشماره شناسنامه صادره از در یک باب ساختمان به مساحت ۲۱۶ مترمربع پلاک فرعی از اصلی واقع در بخش خریداری از مالک رسمی محرز گردیده است. لذا به منظور اطلاع عموم مراتب در دو نوبت به فاصله ۱۵ روز آگهی می شود در صورتی که اشخاص نسبت به صدور سند مالکیت متقاضی اعتراضی داشته باشند می توانند از تاریخ انتشار اولین آگهی به مدت دو ماه اعتراض خود را به این اداره تسلیم و پس از اخذ رسید، ظرف مدت یک ماه از تاریخ تسلیم اعتراض، دادخواست خود را به مرجع قضایی تقدیم نمایند. بدیهی است در صورت انقضای مدت مذکور و عدم وصول اعتراض طبق مقررات سند مالکیت صادر خواهد شد. <box>13 1125 193 1214</box>
ad-block <box>394 344 573 478</box>
ad-title: آگهی موضوع ماده ۳ قانون و ماده ۱۳ آیین نامه قانون تعیین تکلیف وضعیت ثبتی اراضی و ساختمانهای فاقد سند رسمی <box>13 1368 193 1384</box>
ad-signature: رئیس ثبت اسناد و املاک <box>774 1929 842 1936</box>
ad-dates: تاریخ انتشار نوبت اول: ۱۴۰۴/۰۴/۱۹ — تاریخ انتشار نوبت دوم: ۱۴۰۴/۰۵/۰۴ <box>785 1921 953 1928</box>
ad-body: برابر رای شماره ۱۴۰۴۶۰۳۰۲۰۰۴۰۰۳۰۲۹ مورخ ۱۴۰۴/۰۳/۲۴ هیات اول موضوع قانون تعیین تکلیف وضعیت ثبتی اراضی و ساختمانهای فاقد سند رسمی مستقر در واحد ثبتی حوزه ثبت ملک تصرفات مالکانه بلامعارض متقاضی فرزند بشماره شناسنامه صادره از در یک باب ساختمان به مساحت ۲۱۶ مترمربع پلاک فرعی از اصلی واقع در بخش خریداری از مالک رسمی محرز گردیده است. لذا به منظور اطلاع عموم مراتب در دو نوبت به فاصله ۱۵ روز آگهی می شود در صورتی که اشخاص نسبت به صدور سند مالکیت متقاضی اعتراضی داشته باشند می توانند از تاریخ انتشار اولین آگهی به مدت دو ماه اعتراض خود را به این اداره تسلیم و پس از اخذ رسید، ظرف مدت یک ماه از تاریخ تسلیم اعتراض، دادخواست خود را به مرجع قضایی تقدیم نمایند. بدیهی است در صورت انقضای مدت مذکور و عدم وصول اعتراض طبق مقررات سند مالکیت صادر خواهد شد. <box>394 231 573 319</box>
ad-signature: رئیس ثبت اسناد و املاک <box>204 466 272 473</box>
ad-signature: رئیس ثبت اسناد و املاک <box>13 1743 81 1750</box>
ad-dates: تاریخ انتشار نوبت اول: ۱۴۰۴/۰۴/۱۹ — تاریخ انتشار نوبت دوم: ۱۴۰۴/۰۵/۰۴ <box>25 1345 193 1352</box>
ad-dates: تاریخ انتشار نوبت اول: ۱۴۰۴/۰۴/۱۹ — تاریخ انتشار نوبت دوم: ۱۴۰۴/۰۵/۰۴ <box>405 1146 573 1153</box>
ad-signature: رئیس ثبت اسناد و املاک <box>394 1843 462 1850</box>
ad-dates: تاریخ انتشار نوبت اول: ۱۴۰۴/۰۴/۱۹ — تاریخ انتشار نوبت دوم: ۱۴۰۴/۰۵/۰۴ <box>785 819 953 826</box>
ad-title: آگهی موضوع ماده ۳ قانون و ماده ۱۳ آیین نامه قانون تعیین تکلیف وضعیت ثبتی اراضی و ساختمانهای فاقد سند رسمی <box>13 458 193 473</box>
page-number: ۴ <box>921 8 949 59</box>
ad-body: برابر رای شماره ۱۴۰۴۶۰۳۰۲۰۰۴۰۰۳۰۲۹ مورخ ۱۴۰۴/۰۳/۲۴ هیات اول موضوع قانون تعیین تکلیف وضعیت ثبتی اراضی و ساختمانهای فاقد سند رسمی مستقر در واحد ثبتی حوزه ثبت ملک تصرفات مالکانه بلامعارض متقاضی فرزند بشماره شناسنامه صادره از در یک باب ساختمان به مساحت ۲۱۶ مترمربع پلاک فرعی از اصلی واقع در بخش خریداری از مالک رسمی محرز گردیده است. لذا به منظور اطلاع عموم مراتب در دو نوبت به فاصله ۱۵ روز آگهی می شود در صورتی که اشخاص نسبت به صدور سند مالکیت متقاضی اعتراضی داشته باشند می توانند از تاریخ انتشار اولین آگهی به مدت دو ماه اعتراض خود را به این اداره تسلیم و پس از اخذ رسید، ظرف مدت یک ماه از تاریخ تسلیم اعتراض، دادخواست خود را به مرجع قضایی تقدیم نمایند. بدیهی است در صورت انقضای مدت مذکور و عدم وصول اعتراض طبق مقررات سند مالکیت صادر خواهد شد. <box>204 1195 383 1284</box>
ad-dates: تاریخ انتشار نوبت اول: ۱۴۰۴/۰۴/۱۹ — تاریخ انتشار نوبت دوم: ۱۴۰۴/۰۵/۰۴ <box>595 1422 763 1429</box>
ad-signature: رئیس ثبت اسناد و املاک <box>204 1154 272 1161</box>
edition-info <box>62 21 128 47</box>
ad-signature: رئیس ثبت اسناد و املاک <box>584 1981 652 1988</box>
ad-dates: تاریخ انتشار نوبت اول: ۱۴۰۴/۰۴/۱۹ — تاریخ انتشار نوبت دوم: ۱۴۰۴/۰۵/۰۴ <box>215 1146 383 1153</box>
ad-column <box>388 66 578 1988</box>
ad-body: برابر رای شماره ۱۴۰۴۶۰۳۰۲۰۰۴۰۰۳۰۲۹ مورخ ۱۴۰۴/۰۳/۲۴ هیات اول موضوع قانون تعیین تکلیف وضعیت ثبتی اراضی و ساختمانهای فاقد سند رسمی مستقر در واحد ثبتی حوزه ثبت ملک تصرفات مالکانه بلامعارض متقاضی فرزند بشماره شناسنامه صادره از در یک باب ساختمان به مساحت ۲۱۶ مترمربع پلاک فرعی از اصلی واقع در بخش خریداری از مالک رسمی محرز گردیده است. لذا به منظور اطلاع عموم مراتب در دو نوبت به فاصله ۱۵ روز آگهی می شود در صورتی که اشخاص نسبت به صدور سند مالکیت متقاضی اعتراضی داشته باشند می توانند از تاریخ انتشار اولین آگهی به مدت دو ماه اعتراض خود را به این اداره تسلیم و پس از اخذ رسید، ظرف مدت یک ماه از تاریخ تسلیم اعتراض، دادخواست خود را به مرجع قضایی تقدیم نمایند. بدیهی است در صورت انقضای مدت مذکور و عدم وصول اعتراض طبق مقررات سند مالکیت صادر خواهد شد. <box>584 782 763 870</box>
ad-signature: رئیس ثبت اسناد و املاک <box>774 1102 842 1109</box>
ad-title: آگهی موضوع ماده ۳ قانون و ماده ۱۳ آیین نامه قانون تعیین تکلیف وضعیت ثبتی اراضی و ساختمانهای فاقد سند رسمی <box>396 343 571 367</box>
ad-body: برابر رای شماره ۱۴۰۴۶۰۳۰۲۰۰۴۰۰۳۰۲۹ مورخ ۱۴۰۴/۰۳/۲۴ هیات اول موضوع قانون تعیین تکلیف وضعیت ثبتی اراضی و ساختمانهای فاقد سند رسمی مستقر در واحد ثبتی حوزه ثبت ملک تصرفات مالکانه بلامعارض متقاضی فرزند بشماره شناسنامه صادره از در یک باب ساختمان به مساحت ۲۱۶ مترمربع پلاک فرعی از اصلی واقع در بخش خریداری از مالک رسمی محرز گردیده است. لذا به منظور اطلاع عموم مراتب در دو نوبت به فاصله ۱۵ روز آگهی می شود در صورتی که اشخاص نسبت به صدور سند مالکیت متقاضی اعتراضی داشته باشند می توانند از تاریخ انتشار اولین آگهی به مدت دو ماه اعتراض خود را به این اداره تسلیم و پس از اخذ رسید، ظرف مدت یک ماه از تاریخ تسلیم اعتراض، دادخواست خود را به مرجع قضایی تقدیم نمایند. بدیهی است در صورت انقضای مدت مذکور و عدم وصول اعتراض طبق مقررات سند مالکیت صادر خواهد شد. <box>584 1471 763 1559</box>
ad-title: آگهی موضوع ماده ۳ قانون و ماده ۱۳ آیین نامه قانون تعیین تکلیف وضعیت ثبتی اراضی و ساختمانهای فاقد سند رسمی <box>776 566 951 590</box>
ad-body: برابر رای شماره ۱۴۰۴۶۰۳۰۲۰۰۴۰۰۳۰۲۹ مورخ ۱۴۰۴/۰۳/۲۴ هیات اول موضوع قانون تعیین تکلیف وضعیت ثبتی اراضی و ساختمانهای فاقد سند رسمی مستقر در واحد ثبتی حوزه ثبت ملک تصرفات مالکانه بلامعارض متقاضی فرزند بشماره شناسنامه صادره از در یک باب ساختمان به مساحت ۲۱۶ مترمربع پلاک فرعی از اصلی واقع در بخش خریداری از مالک رسمی محرز گردیده است. لذا به منظور اطلاع عموم مراتب در دو نوبت به فاصله ۱۵ روز آگهی می شود در صورتی که اشخاص نسبت به صدور سند مالکیت متقاضی اعتراضی داشته باشند می توانند از تاریخ انتشار اولین آگهی به مدت دو ماه اعتراض خود را به این اداره تسلیم و پس از اخذ رسید، ظرف مدت یک ماه از تاریخ تسلیم اعتراض، دادخواست خود را به مرجع قضایی تقدیم نمایند. بدیهی است در صورت انقضای مدت مذکور و عدم وصول اعتراض طبق مقررات سند مالکیت صادر خواهد شد. <box>13 1385 193 1474</box>
ad-title: آگهی موضوع ماده ۳ قانون و ماده ۱۳ آیین نامه قانون تعیین تکلیف وضعیت ثبتی اراضی و ساختمانهای فاقد سند رسمی <box>776 1669 951 1692</box>
ad-body: برابر رای شماره ۱۴۰۴۶۰۳۰۲۰۰۴۰۰۳۰۲۹ مورخ ۱۴۰۴/۰۳/۲۴ هیات اول موضوع قانون تعیین تکلیف وضعیت ثبتی اراضی و ساختمانهای فاقد سند رسمی مستقر در واحد ثبتی حوزه ثبت ملک تصرفات مالکانه بلامعارض متقاضی فرزند بشماره شناسنامه صادره از در یک باب ساختمان به مساحت ۲۱۶ مترمربع پلاک فرعی از اصلی واقع در بخش خریداری از مالک رسمی محرز گردیده است. لذا به منظور اطلاع عموم مراتب در دو نوبت به فاصله ۱۵ روز آگهی می شود در صورتی که اشخاص نسبت به صدور سند مالکیت متقاضی اعتراضی داشته باشند می توانند از تاریخ انتشار اولین آگهی به مدت دو ماه اعتراض خود را به این اداره تسلیم و پس از اخذ رسید، ظرف مدت یک ماه از تاریخ تسلیم اعتراض، دادخواست خود را به مرجع قضایی تقدیم نمایند. بدیهی است در صورت انقضای مدت مذکور و عدم وصول اعتراض طبق مقررات سند مالکیت صادر خواهد شد. <box>394 1333 573 1422</box>
ad-block <box>584 1032 763 1166</box>
ad-body: برابر رای شماره ۱۴۰۴۶۰۳۰۲۰۰۴۰۰۳۰۲۹ مورخ ۱۴۰۴/۰۳/۲۴ هیات اول موضوع قانون تعیین تکلیف وضعیت ثبتی اراضی و ساختمانهای فاقد سند رسمی مستقر در واحد ثبتی حوزه ثبت ملک تصرفات مالکانه بلامعارض متقاضی فرزند بشماره شناسنامه صادره از در یک باب ساختمان به مساحت ۲۱۶ مترمربع پلاک فرعی از اصلی واقع در بخش خریداری از مالک رسمی محرز گردیده است. لذا به منظور اطلاع عموم مراتب در دو نوبت به فاصله ۱۵ روز آگهی می شود در صورتی که اشخاص نسبت به صدور سند مالکیت متقاضی اعتراضی داشته باشند می توانند از تاریخ انتشار اولین آگهی به مدت دو ماه اعتراض خود را به این اداره تسلیم و پس از اخذ رسید، ظرف مدت یک ماه از تاریخ تسلیم اعتراض، دادخواست خود را به مرجع قضایی تقدیم نمایند. بدیهی است در صورت انقضای مدت مذکور و عدم وصول اعتراض طبق مقررات سند مالکیت صادر خواهد شد. <box>774 1694 953 1783</box>
ad-block <box>774 980 953 1114</box>
ad-dates: تاریخ انتشار نوبت اول: ۱۴۰۴/۰۴/۱۹ — تاریخ انتشار نوبت دوم: ۱۴۰۴/۰۵/۰۴ <box>785 1645 953 1652</box>
ad-block <box>13 978 193 1104</box>
masthead-left <box>16 8 242 60</box>
ad-block <box>584 344 763 478</box>
ad-dates: تاریخ انتشار نوبت اول: ۱۴۰۴/۰۴/۱۹ — تاریخ انتشار نوبت دوم: ۱۴۰۴/۰۵/۰۴ <box>25 1215 193 1221</box>
ad-title: آگهی موضوع ماده ۳ قانون و ماده ۱۳ آیین نامه قانون تعیین تکلیف وضعیت ثبتی اراضی و ساختمانهای فاقد سند رسمی <box>206 1445 381 1469</box>
ad-block <box>13 848 193 974</box>
ad-title: آگهی موضوع ماده ۳ قانون و ماده ۱۳ آیین نامه قانون تعیین تکلیف وضعیت ثبتی اراضی و ساختمانهای فاقد سند رسمی <box>586 1721 761 1744</box>
ad-signature: رئیس ثبت اسناد و املاک <box>13 182 81 189</box>
ad-block <box>13 1498 193 1624</box>
ad-signature: رئیس ثبت اسناد و املاک <box>13 1092 81 1099</box>
ad-block <box>774 1118 953 1252</box>
ad-block <box>774 842 953 976</box>
ad-body: برابر رای شماره ۱۴۰۴۶۰۳۰۲۰۰۴۰۰۳۰۲۹ مورخ ۱۴۰۴/۰۳/۲۴ هیات اول موضوع قانون تعیین تکلیف وضعیت ثبتی اراضی و ساختمانهای فاقد سند رسمی مستقر در واحد ثبتی حوزه ثبت ملک تصرفات مالکانه بلامعارض متقاضی فرزند بشماره شناسنامه صادره از در یک باب ساختمان به مساحت ۲۱۶ مترمربع پلاک فرعی از اصلی واقع در بخش خریداری از مالک رسمی محرز گردیده است. لذا به منظور اطلاع عموم مراتب در دو نوبت به فاصله ۱۵ روز آگهی می شود در صورتی که اشخاص نسبت به صدور سند مالکیت متقاضی اعتراضی داشته باشند می توانند از تاریخ انتشار اولین آگهی به مدت دو ماه اعتراض خود را به این اداره تسلیم و پس از اخذ رسید، ظرف مدت یک ماه از تاریخ تسلیم اعتراض، دادخواست خود را به مرجع قضایی تقدیم نمایند. بدیهی است در صورت انقضای مدت مذکور و عدم وصول اعتراض طبق مقررات سند مالکیت صادر خواهد شد. <box>394 644 573 733</box>
ad-body: چون تحدید حدود ششدانگ یک باب منزل دارای پلاک ثبتی فرعی از اصلی واقع در بخش ثبت به نام متقاضی در جریان ثبت است و عملیات تحدیدی آن به علت عدم حضور متقاضی انجام نشده، لذا بنا به دستور ماده ۱۵ قانون ثبت و درخواست متقاضی، تحدید حدود اختصاصی آن در روز ساعت ۹ صبح در محل شروع و به عمل خواهد آمد. لذا به وسیله این آگهی به مالک و مجاورین اخطار می گردد که در روز و ساعت مقرر در محل حضور یابند. اعتراضات مجاورین و صاحبان املاک طبق ماده ۲۰ قانون ثبت از تاریخ تنظیم صورتمجلس تحدیدی به مدت ۳۰ روز پذیرفته خواهد شد. <box>774 77 953 136</box>
ad-block <box>774 1945 953 2078</box>
ad-body: برابر رای شماره ۱۴۰۴۶۰۳۰۲۰۰۴۰۰۳۰۲۹ مورخ ۱۴۰۴/۰۳/۲۴ هیات اول موضوع قانون تعیین تکلیف وضعیت ثبتی اراضی و ساختمانهای فاقد سند رسمی مستقر در واحد ثبتی حوزه ثبت ملک تصرفات مالکانه بلامعارض متقاضی فرزند بشماره شناسنامه صادره از در یک باب ساختمان به مساحت ۲۱۶ مترمربع پلاک فرعی از اصلی واقع در بخش خریداری از مالک رسمی محرز گردیده است. لذا به منظور اطلاع عموم مراتب در دو نوبت به فاصله ۱۵ روز آگهی می شود در صورتی که اشخاص نسبت به صدور سند مالکیت متقاضی اعتراضی داشته باشند می توانند از تاریخ انتشار اولین آگهی به مدت دو ماه اعتراض خود را به این اداره تسلیم و پس از اخذ رسید، ظرف مدت یک ماه از تاریخ تسلیم اعتراض، دادخواست خود را به مرجع قضایی تقدیم نمایند. بدیهی است در صورت انقضای مدت مذکور و عدم وصول اعتراض طبق مقررات سند مالکیت صادر خواهد شد. <box>13 1775 193 1864</box>
bullet-icon <box>900 40 906 46</box>
ad-title: آگهی موضوع ماده ۳ قانون و ماده ۱۳ آیین نامه قانون تعیین تکلیف وضعیت ثبتی اراضی و ساختمانهای فاقد سند رسمی <box>13 978 193 993</box>
ad-title: آگهی موضوع ماده ۳ قانون و ماده ۱۳ آیین نامه قانون تعیین تکلیف وضعیت ثبتی اراضی و ساختمانهای فاقد سند رسمی <box>776 1393 951 1417</box>
ad-body: برابر رای شماره ۱۴۰۴۶۰۳۰۲۰۰۴۰۰۳۰۲۹ مورخ ۱۴۰۴/۰۳/۲۴ هیات اول موضوع قانون تعیین تکلیف وضعیت ثبتی اراضی و ساختمانهای فاقد سند رسمی مستقر در واحد ثبتی حوزه ثبت ملک تصرفات مالکانه بلامعارض متقاضی فرزند بشماره شناسنامه صادره از در یک باب ساختمان به مساحت ۲۱۶ مترمربع پلاک فرعی از اصلی واقع در بخش خریداری از مالک رسمی محرز گردیده است. لذا به منظور اطلاع عموم مراتب در دو نوبت به فاصله ۱۵ روز آگهی می شود در صورتی که اشخاص نسبت به صدور سند مالکیت متقاضی اعتراضی داشته باشند می توانند از تاریخ انتشار اولین آگهی به مدت دو ماه اعتراض خود را به این اداره تسلیم و پس از اخذ رسید، ظرف مدت یک ماه از تاریخ تسلیم اعتراض، دادخواست خود را به مرجع قضایی تقدیم نمایند. بدیهی است در صورت انقضای مدت مذکور و عدم وصول اعتراض طبق مقررات سند مالکیت صادر خواهد شد. <box>394 1471 573 1559</box>
ad-dates: تاریخ انتشار نوبت اول: ۱۴۰۴/۰۴/۱۹ — تاریخ انتشار نوبت دوم: ۱۴۰۴/۰۵/۰۴ <box>785 1232 953 1239</box>
ad-body: برابر رای شماره ۱۴۰۴۶۰۳۰۲۰۰۴۰۰۳۰۲۹ مورخ ۱۴۰۴/۰۳/۲۴ هیات اول موضوع قانون تعیین تکلیف وضعیت ثبتی اراضی و ساختمانهای فاقد سند رسمی مستقر در واحد ثبتی حوزه ثبت ملک تصرفات مالکانه بلامعارض متقاضی فرزند بشماره شناسنامه صادره از در یک باب ساختمان به مساحت ۲۱۶ مترمربع پلاک فرعی از اصلی واقع در بخش خریداری از مالک رسمی محرز گردیده است. لذا به منظور اطلاع عموم مراتب در دو نوبت به فاصله ۱۵ روز آگهی می شود در صورتی که اشخاص نسبت به صدور سند مالکیت متقاضی اعتراضی داشته باشند می توانند از تاریخ انتشار اولین آگهی به مدت دو ماه اعتراض خود را به این اداره تسلیم و پس از اخذ رسید، ظرف مدت یک ماه از تاریخ تسلیم اعتراض، دادخواست خود را به مرجع قضایی تقدیم نمایند. بدیهی است در صورت انقضای مدت مذکور و عدم وصول اعتراض طبق مقررات سند مالکیت صادر خواهد شد. <box>13 865 193 954</box>
ad-signature: رئیس ثبت اسناد و املاک <box>774 1240 842 1247</box>
ad-body: برابر رای شماره ۱۴۰۴۶۰۳۰۲۰۰۴۰۰۳۰۲۹ مورخ ۱۴۰۴/۰۳/۲۴ هیات اول موضوع قانون تعیین تکلیف وضعیت ثبتی اراضی و ساختمانهای فاقد سند رسمی مستقر در واحد ثبتی حوزه ثبت ملک تصرفات مالکانه بلامعارض متقاضی فرزند بشماره شناسنامه صادره از در یک باب ساختمان به مساحت ۲۱۶ مترمربع پلاک فرعی از اصلی واقع در بخش خریداری از مالک رسمی محرز گردیده است. لذا به منظور اطلاع عموم مراتب در دو نوبت به فاصله ۱۵ روز آگهی می شود در صورتی که اشخاص نسبت به صدور سند مالکیت متقاضی اعتراضی داشته باشند می توانند از تاریخ انتشار اولین آگهی به مدت دو ماه اعتراض خود را به این اداره تسلیم و پس از اخذ رسید، ظرف مدت یک ماه از تاریخ تسلیم اعتراض، دادخواست خود را به مرجع قضایی تقدیم نمایند. بدیهی است در صورت انقضای مدت مذکور و عدم وصول اعتراض طبق مقررات سند مالکیت صادر خواهد شد. <box>394 1608 573 1697</box>
ad-block <box>584 619 763 753</box>
ad-signature: رئیس ثبت اسناد و املاک <box>584 603 652 610</box>
ad-title: آگهی موضوع ماده ۳ قانون و ماده ۱۳ آیین نامه قانون تعیین تکلیف وضعیت ثبتی اراضی و ساختمانهای فاقد سند رسمی <box>586 68 761 91</box>
ad-signature: رئیس اداره ثبت اسناد و املاک <box>774 138 857 145</box>
ad-block <box>204 757 383 891</box>
ad-block <box>204 1859 383 1993</box>
ad-dates: تاریخ انتشار نوبت اول: ۱۴۰۴/۰۴/۱۹ — تاریخ انتشار نوبت دوم: ۱۴۰۴/۰۵/۰۴ <box>785 681 953 688</box>
ad-body: برابر رای شماره ۱۴۰۴۶۰۳۰۲۰۰۴۰۰۳۰۲۹ مورخ ۱۴۰۴/۰۳/۲۴ هیات اول موضوع قانون تعیین تکلیف وضعیت ثبتی اراضی و ساختمانهای فاقد سند رسمی مستقر در واحد ثبتی حوزه ثبت ملک تصرفات مالکانه بلامعارض متقاضی فرزند بشماره شناسنامه صادره از در یک باب ساختمان به مساحت ۲۱۶ مترمربع پلاک فرعی از اصلی واقع در بخش خریداری از مالک رسمی محرز گردیده است. لذا به منظور اطلاع عموم مراتب در دو نوبت به فاصله ۱۵ روز آگهی می شود در صورتی که اشخاص نسبت به صدور سند مالکیت متقاضی اعتراضی داشته باشند می توانند از تاریخ انتشار اولین آگهی به مدت دو ماه اعتراض خود را به این اداره تسلیم و پس از اخذ رسید، ظرف مدت یک ماه از تاریخ تسلیم اعتراض، دادخواست خود را به مرجع قضایی تقدیم نمایند. بدیهی است در صورت انقضای مدت مذکور و عدم وصول اعتراض طبق مقررات سند مالکیت صادر خواهد شد. <box>774 178 953 267</box>
ad-signature: رئیس ثبت اسناد و املاک <box>204 190 272 197</box>
ad-signature: رئیس ثبت اسناد و املاک <box>584 741 652 748</box>
ad-title: آگهی موضوع ماده ۳ قانون و ماده ۱۳ آیین نامه قانون تعیین تکلیف وضعیت ثبتی اراضی و ساختمانهای فاقد سند رسمی <box>586 1859 761 1882</box>
ad-signature: رئیس ثبت اسناد و املاک <box>774 2067 842 2074</box>
ad-body: برابر رای شماره ۱۴۰۴۶۰۳۰۲۰۰۴۰۰۳۰۲۹ مورخ ۱۴۰۴/۰۳/۲۴ هیات اول موضوع قانون تعیین تکلیف وضعیت ثبتی اراضی و ساختمانهای فاقد سند رسمی مستقر در واحد ثبتی حوزه ثبت ملک تصرفات مالکانه بلامعارض متقاضی فرزند بشماره شناسنامه صادره از در یک باب ساختمان به مساحت ۲۱۶ مترمربع پلاک فرعی از اصلی واقع در بخش خریداری از مالک رسمی محرز گردیده است. لذا به منظور اطلاع عموم مراتب در دو نوبت به فاصله ۱۵ روز آگهی می شود در صورتی که اشخاص نسبت به صدور سند مالکیت متقاضی اعتراضی داشته باشند می توانند از تاریخ انتشار اولین آگهی به مدت دو ماه اعتراض خود را به این اداره تسلیم و پس از اخذ رسید، ظرف مدت یک ماه از تاریخ تسلیم اعتراض، دادخواست خود را به مرجع قضایی تقدیم نمایند. بدیهی است در صورت انقضای مدت مذکور و عدم وصول اعتراض طبق مقررات سند مالکیت صادر خواهد شد. <box>394 919 573 1008</box>
ad-block <box>204 481 383 615</box>
ad-signature: رئیس ثبت اسناد و املاک <box>394 603 462 610</box>
ad-title: آگهی موضوع ماده ۳ قانون و ماده ۱۳ آیین نامه قانون تعیین تکلیف وضعیت ثبتی اراضی و ساختمانهای فاقد سند رسمی <box>13 588 193 603</box>
ad-dates: تاریخ انتشار نوبت اول: ۱۴۰۴/۰۴/۱۹ — تاریخ انتشار نوبت دوم: ۱۴۰۴/۰۵/۰۴ <box>405 320 573 327</box>
ad-title: آگهی موضوع ماده ۳ قانون و ماده ۱۳ آیین نامه قانون تعیین تکلیف وضعیت ثبتی اراضی و ساختمانهای فاقد سند رسمی <box>206 1032 381 1055</box>
ad-body: برابر رای شماره ۱۴۰۴۶۰۳۰۲۰۰۴۰۰۳۰۲۹ مورخ ۱۴۰۴/۰۳/۲۴ هیات اول موضوع قانون تعیین تکلیف وضعیت ثبتی اراضی و ساختمانهای فاقد سند رسمی مستقر در واحد ثبتی حوزه ثبت ملک تصرفات مالکانه بلامعارض متقاضی فرزند بشماره شناسنامه صادره از در یک باب ساختمان به مساحت ۲۱۶ مترمربع پلاک فرعی از اصلی واقع در بخش خریداری از مالک رسمی محرز گردیده است. لذا به منظور اطلاع عموم مراتب در دو نوبت به فاصله ۱۵ روز آگهی می شود در صورتی که اشخاص نسبت به صدور سند مالکیت متقاضی اعتراضی داشته باشند می توانند از تاریخ انتشار اولین آگهی به مدت دو ماه اعتراض خود را به این اداره تسلیم و پس از اخذ رسید، ظرف مدت یک ماه از تاریخ تسلیم اعتراض، دادخواست خود را به مرجع قضایی تقدیم نمایند. بدیهی است در صورت انقضای مدت مذکور و عدم وصول اعتراض طبق مقررات سند مالکیت صادر خواهد شد. <box>13 345 193 434</box>
ad-body: برابر رای شماره ۱۴۰۴۶۰۳۰۲۰۰۴۰۰۳۰۲۹ مورخ ۱۴۰۴/۰۳/۲۴ هیات اول موضوع قانون تعیین تکلیف وضعیت ثبتی اراضی و ساختمانهای فاقد سند رسمی مستقر در واحد ثبتی حوزه ثبت ملک تصرفات مالکانه بلامعارض متقاضی فرزند بشماره شناسنامه صادره از در یک باب ساختمان به مساحت ۲۱۶ مترمربع پلاک فرعی از اصلی واقع در بخش خریداری از مالک رسمی محرز گردیده است. لذا به منظور اطلاع عموم مراتب در دو نوبت به فاصله ۱۵ روز آگهی می شود در صورتی که اشخاص نسبت به صدور سند مالکیت متقاضی اعتراضی داشته باشند می توانند از تاریخ انتشار اولین آگهی به مدت دو ماه اعتراض خود را به این اداره تسلیم و پس از اخذ رسید، ظرف مدت یک ماه از تاریخ تسلیم اعتراض، دادخواست خود را به مرجع قضایی تقدیم نمایند. بدیهی است در صورت انقضای مدت مذکور و عدم وصول اعتراض طبق مقررات سند مالکیت صادر خواهد شد. <box>13 1255 193 1344</box>
ad-title: آگهی موضوع ماده ۳ قانون و ماده ۱۳ آیین نامه قانون تعیین تکلیف وضعیت ثبتی اراضی و ساختمانهای فاقد سند رسمی <box>776 1944 951 1968</box>
ad-signature: رئیس ثبت اسناد و املاک <box>13 1223 81 1230</box>
ad-signature: رئیس ثبت اسناد و املاک <box>774 413 842 420</box>
ad-body: برابر رای شماره ۱۴۰۴۶۰۳۰۲۰۰۴۰۰۳۰۲۹ مورخ ۱۴۰۴/۰۳/۲۴ هیات اول موضوع قانون تعیین تکلیف وضعیت ثبتی اراضی و ساختمانهای فاقد سند رسمی مستقر در واحد ثبتی حوزه ثبت ملک تصرفات مالکانه بلامعارض متقاضی فرزند بشماره شناسنامه صادره از در یک باب ساختمان به مساحت ۲۱۶ مترمربع پلاک فرعی از اصلی واقع در بخش خریداری از مالک رسمی محرز گردیده است. لذا به منظور اطلاع عموم مراتب در دو نوبت به فاصله ۱۵ روز آگهی می شود در صورتی که اشخاص نسبت به صدور سند مالکیت متقاضی اعتراضی داشته باشند می توانند از تاریخ انتشار اولین آگهی به مدت دو ماه اعتراض خود را به این اداره تسلیم و پس از اخذ رسید، ظرف مدت یک ماه از تاریخ تسلیم اعتراض، دادخواست خود را به مرجع قضایی تقدیم نمایند. بدیهی است در صورت انقضای مدت مذکور و عدم وصول اعتراض طبق مقررات سند مالکیت صادر خواهد شد. <box>394 1195 573 1284</box>
ad-column <box>768 66 958 2074</box>
ad-block <box>584 895 763 1029</box>
ad-dates: تاریخ انتشار نوبت اول: ۱۴۰۴/۰۴/۱۹ — تاریخ انتشار نوبت دوم: ۱۴۰۴/۰۵/۰۴ <box>25 1735 193 1742</box>
ad-body: برابر رای شماره ۱۴۰۴۶۰۳۰۲۰۰۴۰۰۳۰۲۹ مورخ ۱۴۰۴/۰۳/۲۴ هیات اول موضوع قانون تعیین تکلیف وضعیت ثبتی اراضی و ساختمانهای فاقد سند رسمی مستقر در واحد ثبتی حوزه ثبت ملک تصرفات مالکانه بلامعارض متقاضی فرزند بشماره شناسنامه صادره از در یک باب ساختمان به مساحت ۲۱۶ مترمربع پلاک فرعی از اصلی واقع در بخش خریداری از مالک رسمی محرز گردیده است. لذا به منظور اطلاع عموم مراتب در دو نوبت به فاصله ۱۵ روز آگهی می شود در صورتی که اشخاص نسبت به صدور سند مالکیت متقاضی اعتراضی داشته باشند می توانند از تاریخ انتشار اولین آگهی به مدت دو ماه اعتراض خود را به این اداره تسلیم و پس از اخذ رسید، ظرف مدت یک ماه از تاریخ تسلیم اعتراض، دادخواست خود را به مرجع قضایی تقدیم نمایند. بدیهی است در صورت انقضای مدت مذکور و عدم وصول اعتراض طبق مقررات سند مالکیت صادر خواهد شد. <box>204 1057 383 1146</box>
ad-title: آگهی موضوع ماده ۳ قانون و ماده ۱۳ آیین نامه قانون تعیین تکلیف وضعیت ثبتی اراضی و ساختمانهای فاقد سند رسمی <box>776 1117 951 1141</box>
ad-block <box>204 895 383 1029</box>
ad-body: برابر رای شماره ۱۴۰۴۶۰۳۰۲۰۰۴۰۰۳۰۲۹ مورخ ۱۴۰۴/۰۳/۲۴ هیات اول موضوع قانون تعیین تکلیف وضعیت ثبتی اراضی و ساختمانهای فاقد سند رسمی مستقر در واحد ثبتی حوزه ثبت ملک تصرفات مالکانه بلامعارض متقاضی فرزند بشماره شناسنامه صادره از در یک باب ساختمان به مساحت ۲۱۶ مترمربع پلاک فرعی از اصلی واقع در بخش خریداری از مالک رسمی محرز گردیده است. لذا به منظور اطلاع عموم مراتب در دو نوبت به فاصله ۱۵ روز آگهی می شود در صورتی که اشخاص نسبت به صدور سند مالکیت متقاضی اعتراضی داشته باشند می توانند از تاریخ انتشار اولین آگهی به مدت دو ماه اعتراض خود را به این اداره تسلیم و پس از اخذ رسید، ظرف مدت یک ماه از تاریخ تسلیم اعتراض، دادخواست خود را به مرجع قضایی تقدیم نمایند. بدیهی است در صورت انقضای مدت مذکور و عدم وصول اعتراض طبق مقررات سند مالکیت صادر خواهد شد. <box>13 735 193 824</box>
ad-block <box>394 619 573 753</box>
ad-signature: رئیس ثبت اسناد و املاک <box>394 741 462 748</box>
ad-signature: رئیس ثبت اسناد و املاک <box>204 1843 272 1850</box>
ad-signature: رئیس ثبت اسناد و املاک <box>584 1292 652 1299</box>
ad-dates: تاریخ انتشار نوبت اول: ۱۴۰۴/۰۴/۱۹ — تاریخ انتشار نوبت دوم: ۱۴۰۴/۰۵/۰۴ <box>215 733 383 740</box>
ad-signature: رئیس ثبت اسناد و املاک <box>13 442 81 449</box>
ad-body: برابر رای شماره ۱۴۰۴۶۰۳۰۲۰۰۴۰۰۳۰۲۹ مورخ ۱۴۰۴/۰۳/۲۴ هیات اول موضوع قانون تعیین تکلیف وضعیت ثبتی اراضی و ساختمانهای فاقد سند رسمی مستقر در واحد ثبتی حوزه ثبت ملک تصرفات مالکانه بلامعارض متقاضی فرزند بشماره شناسنامه صادره از در یک باب ساختمان به مساحت ۲۱۶ مترمربع پلاک فرعی از اصلی واقع در بخش خریداری از مالک رسمی محرز گردیده است. لذا به منظور اطلاع عموم مراتب در دو نوبت به فاصله ۱۵ روز آگهی می شود در صورتی که اشخاص نسبت به صدور سند مالکیت متقاضی اعتراضی داشته باشند می توانند از تاریخ انتشار اولین آگهی به مدت دو ماه اعتراض خود را به این اداره تسلیم و پس از اخذ رسید، ظرف مدت یک ماه از تاریخ تسلیم اعتراض، دادخواست خود را به مرجع قضایی تقدیم نمایند. بدیهی است در صورت انقضای مدت مذکور و عدم وصول اعتراض طبق مقررات سند مالکیت صادر خواهد شد. <box>584 93 763 182</box>
ad-body: برابر رای شماره ۱۴۰۴۶۰۳۰۲۰۰۴۰۰۳۰۲۹ مورخ ۱۴۰۴/۰۳/۲۴ هیات اول موضوع قانون تعیین تکلیف وضعیت ثبتی اراضی و ساختمانهای فاقد سند رسمی مستقر در واحد ثبتی حوزه ثبت ملک تصرفات مالکانه بلامعارض متقاضی فرزند بشماره شناسنامه صادره از در یک باب ساختمان به مساحت ۲۱۶ مترمربع پلاک فرعی از اصلی واقع در بخش خریداری از مالک رسمی محرز گردیده است. لذا به منظور اطلاع عموم مراتب در دو نوبت به فاصله ۱۵ روز آگهی می شود در صورتی که اشخاص نسبت به صدور سند مالکیت متقاضی اعتراضی داشته باشند می توانند از تاریخ انتشار اولین آگهی به مدت دو ماه اعتراض خود را به این اداره تسلیم و پس از اخذ رسید، ظرف مدت یک ماه از تاریخ تسلیم اعتراض، دادخواست خود را به مرجع قضایی تقدیم نمایند. بدیهی است در صورت انقضای مدت مذکور و عدم وصول اعتراض طبق مقررات سند مالکیت صادر خواهد شد. <box>584 368 763 457</box>
ad-body: برابر رای شماره ۱۴۰۴۶۰۳۰۲۰۰۴۰۰۳۰۲۹ مورخ ۱۴۰۴/۰۳/۲۴ هیات اول موضوع قانون تعیین تکلیف وضعیت ثبتی اراضی و ساختمانهای فاقد سند رسمی مستقر در واحد ثبتی حوزه ثبت ملک تصرفات مالکانه بلامعارض متقاضی فرزند بشماره شناسنامه صادره از در یک باب ساختمان به مساحت ۲۱۶ مترمربع پلاک فرعی از اصلی واقع در بخش خریداری از مالک رسمی محرز گردیده است. لذا به منظور اطلاع عموم مراتب در دو نوبت به فاصله ۱۵ روز آگهی می شود در صورتی که اشخاص نسبت به صدور سند مالکیت متقاضی اعتراضی داشته باشند می توانند از تاریخ انتشار اولین آگهی به مدت دو ماه اعتراض خود را به این اداره تسلیم و پس از اخذ رسید، ظرف مدت یک ماه از تاریخ تسلیم اعتراض، دادخواست خود را به مرجع قضایی تقدیم نمایند. بدیهی است در صورت انقضای مدت مذکور و عدم وصول اعتراض طبق مقررات سند مالکیت صادر خواهد شد. <box>204 1471 383 1559</box>
ad-dates: تاریخ انتشار نوبت اول: ۱۴۰۴/۰۴/۱۹ — تاریخ انتشار نوبت دوم: ۱۴۰۴/۰۵/۰۴ <box>405 1284 573 1291</box>
ad-block <box>204 619 383 753</box>
ad-dates: تاریخ انتشار نوبت اول: ۱۴۰۴/۰۴/۱۹ — تاریخ انتشار نوبت دوم: ۱۴۰۴/۰۵/۰۴ <box>25 434 193 441</box>
ad-title: آگهی موضوع ماده ۳ قانون و ماده ۱۳ آیین نامه قانون تعیین تکلیف وضعیت ثبتی اراضی و ساختمانهای فاقد سند رسمی <box>776 842 951 865</box>
ad-dates: تاریخ انتشار نوبت اول: ۱۴۰۴/۰۴/۱۹ — تاریخ انتشار نوبت دوم: ۱۴۰۴/۰۵/۰۴ <box>25 1605 193 1612</box>
ad-signature: رئیس ثبت اسناد و املاک <box>584 1706 652 1713</box>
ad-title: آگهی موضوع ماده ۳ قانون و ماده ۱۳ آیین نامه قانون تعیین تکلیف وضعیت ثبتی اراضی و ساختمانهای فاقد سند رسمی <box>13 1628 193 1644</box>
ad-block <box>394 1584 573 1718</box>
ad-dates: تاریخ انتشار نوبت اول: ۱۴۰۴/۰۴/۱۹ — تاریخ انتشار نوبت دوم: ۱۴۰۴/۰۵/۰۴ <box>595 1973 763 1980</box>
ad-signature: رئیس ثبت اسناد و املاک <box>13 1483 81 1490</box>
masthead-right <box>567 8 958 60</box>
ad-body: برابر رای شماره ۱۴۰۴۶۰۳۰۲۰۰۴۰۰۳۰۲۹ مورخ ۱۴۰۴/۰۳/۲۴ هیات اول موضوع قانون تعیین تکلیف وضعیت ثبتی اراضی و ساختمانهای فاقد سند رسمی مستقر در واحد ثبتی حوزه ثبت ملک تصرفات مالکانه بلامعارض متقاضی فرزند بشماره شناسنامه صادره از در یک باب ساختمان به مساحت ۲۱۶ مترمربع پلاک فرعی از اصلی واقع در بخش خریداری از مالک رسمی محرز گردیده است. لذا به منظور اطلاع عموم مراتب در دو نوبت به فاصله ۱۵ روز آگهی می شود در صورتی که اشخاص نسبت به صدور سند مالکیت متقاضی اعتراضی داشته باشند می توانند از تاریخ انتشار اولین آگهی به مدت دو ماه اعتراض خود را به این اداره تسلیم و پس از اخذ رسید، ظرف مدت یک ماه از تاریخ تسلیم اعتراض، دادخواست خود را به مرجع قضایی تقدیم نمایند. بدیهی است در صورت انقضای مدت مذکور و عدم وصول اعتراض طبق مقررات سند مالکیت صادر خواهد شد. <box>13 605 193 694</box>
ad-block <box>13 458 193 584</box>
ad-title: آگهی موضوع ماده ۳ قانون و ماده ۱۳ آیین نامه قانون تعیین تکلیف وضعیت ثبتی اراضی و ساختمانهای فاقد سند رسمی <box>586 1445 761 1469</box>
ad-signature: رئیس ثبت اسناد و املاک <box>13 312 81 319</box>
ad-block <box>394 1308 573 1442</box>
ad-block <box>204 1721 383 1855</box>
ad-dates: تاریخ انتشار نوبت اول: ۱۴۰۴/۰۴/۱۹ — تاریخ انتشار نوبت دوم: ۱۴۰۴/۰۵/۰۴ <box>215 1560 383 1567</box>
ad-signature: رئیس ثبت اسناد و املاک <box>774 1516 842 1523</box>
ad-title: آگهی موضوع ماده ۳ قانون و ماده ۱۳ آیین نامه قانون تعیین تکلیف وضعیت ثبتی اراضی و ساختمانهای فاقد سند رسمی <box>396 1170 571 1193</box>
ad-dates: تاریخ انتشار نوبت اول: ۱۴۰۴/۰۴/۱۹ — تاریخ انتشار نوبت دوم: ۱۴۰۴/۰۵/۰۴ <box>405 1835 573 1842</box>
date-shamsi: شنبه ۴ مرداد ۱۴۰۴ <box>721 19 906 32</box>
ad-title: آگهی موضوع ماده ۳ قانون و ماده ۱۳ آیین نامه قانون تعیین تکلیف وضعیت ثبتی اراضی و ساختمانهای فاقد سند رسمی <box>206 894 381 918</box>
issue-number: شماره ۱۱۱۸۹ <box>62 36 128 47</box>
ad-body: برابر رای شماره ۱۴۰۴۶۰۳۰۲۰۰۴۰۰۳۰۲۹ مورخ ۱۴۰۴/۰۳/۲۴ هیات اول موضوع قانون تعیین تکلیف وضعیت ثبتی اراضی و ساختمانهای فاقد سند رسمی مستقر در واحد ثبتی حوزه ثبت ملک تصرفات مالکانه بلامعارض متقاضی فرزند بشماره شناسنامه صادره از در یک باب ساختمان به مساحت ۲۱۶ مترمربع پلاک فرعی از اصلی واقع در بخش خریداری از مالک رسمی محرز گردیده است. لذا به منظور اطلاع عموم مراتب در دو نوبت به فاصله ۱۵ روز آگهی می شود در صورتی که اشخاص نسبت به صدور سند مالکیت متقاضی اعتراضی داشته باشند می توانند از تاریخ انتشار اولین آگهی به مدت دو ماه اعتراض خود را به این اداره تسلیم و پس از اخذ رسید، ظرف مدت یک ماه از تاریخ تسلیم اعتراض، دادخواست خود را به مرجع قضایی تقدیم نمایند. بدیهی است در صورت انقضای مدت مذکور و عدم وصول اعتراض طبق مقررات سند مالکیت صادر خواهد شد. <box>774 1281 953 1369</box>
ad-block <box>204 1308 383 1442</box>
ad-column <box>8 66 198 1880</box>
ad-title: آگهی موضوع ماده ۳ قانون و ماده ۱۳ آیین نامه قانون تعیین تکلیف وضعیت ثبتی اراضی و ساختمانهای فاقد سند رسمی <box>586 1308 761 1331</box>
ad-title: آگهی موضوع ماده ۳ قانون و ماده ۱۳ آیین نامه قانون تعیین تکلیف وضعیت ثبتی اراضی و ساختمانهای فاقد سند رسمی <box>396 1859 571 1882</box>
ad-block <box>774 1807 953 1941</box>
ad-block <box>584 68 763 202</box>
ad-signature: رئیس ثبت اسناد و املاک <box>584 466 652 473</box>
ad-title: آگهی موضوع ماده ۳ قانون و ماده ۱۳ آیین نامه قانون تعیین تکلیف وضعیت ثبتی اراضی و ساختمانهای فاقد سند رسمی <box>206 68 381 91</box>
ad-body: برابر رای شماره ۱۴۰۴۶۰۳۰۲۰۰۴۰۰۳۰۲۹ مورخ ۱۴۰۴/۰۳/۲۴ هیات اول موضوع قانون تعیین تکلیف وضعیت ثبتی اراضی و ساختمانهای فاقد سند رسمی مستقر در واحد ثبتی حوزه ثبت ملک تصرفات مالکانه بلامعارض متقاضی فرزند بشماره شناسنامه صادره از در یک باب ساختمان به مساحت ۲۱۶ مترمربع پلاک فرعی از اصلی واقع در بخش خریداری از مالک رسمی محرز گردیده است. لذا به منظور اطلاع عموم مراتب در دو نوبت به فاصله ۱۵ روز آگهی می شود در صورتی که اشخاص نسبت به صدور سند مالکیت متقاضی اعتراضی داشته باشند می توانند از تاریخ انتشار اولین آگهی به مدت دو ماه اعتراض خود را به این اداره تسلیم و پس از اخذ رسید، ظرف مدت یک ماه از تاریخ تسلیم اعتراض، دادخواست خود را به مرجع قضایی تقدیم نمایند. بدیهی است در صورت انقضای مدت مذکور و عدم وصول اعتراض طبق مقررات سند مالکیت صادر خواهد شد. <box>204 919 383 1008</box>
ad-dates: تاریخ انتشار نوبت اول: ۱۴۰۴/۰۴/۱۹ — تاریخ انتشار نوبت دوم: ۱۴۰۴/۰۵/۰۴ <box>25 174 193 181</box>
ad-signature: رئیس ثبت اسناد و املاک <box>394 1706 462 1713</box>
ad-title: آگهی موضوع ماده ۳ قانون و ماده ۱۳ آیین نامه قانون تعیین تکلیف وضعیت ثبتی اراضی و ساختمانهای فاقد سند رسمی <box>206 205 381 229</box>
ad-dates: تاریخ انتشار نوبت اول: ۱۴۰۴/۰۴/۱۹ — تاریخ انتشار نوبت دوم: ۱۴۰۴/۰۵/۰۴ <box>215 458 383 465</box>
ad-body: برابر رای شماره ۱۴۰۴۶۰۳۰۲۰۰۴۰۰۳۰۲۹ مورخ ۱۴۰۴/۰۳/۲۴ هیات اول موضوع قانون تعیین تکلیف وضعیت ثبتی اراضی و ساختمانهای فاقد سند رسمی مستقر در واحد ثبتی حوزه ثبت ملک تصرفات مالکانه بلامعارض متقاضی فرزند بشماره شناسنامه صادره از در یک باب ساختمان به مساحت ۲۱۶ مترمربع پلاک فرعی از اصلی واقع در بخش خریداری از مالک رسمی محرز گردیده است. لذا به منظور اطلاع عموم مراتب در دو نوبت به فاصله ۱۵ روز آگهی می شود در صورتی که اشخاص نسبت به صدور سند مالکیت متقاضی اعتراضی داشته باشند می توانند از تاریخ انتشار اولین آگهی به مدت دو ماه اعتراض خود را به این اداره تسلیم و پس از اخذ رسید، ظرف مدت یک ماه از تاریخ تسلیم اعتراض، دادخواست خود را به مرجع قضایی تقدیم نمایند. بدیهی است در صورت انقضای مدت مذکور و عدم وصول اعتراض طبق مقررات سند مالکیت صادر خواهد شد. <box>584 1195 763 1284</box>
